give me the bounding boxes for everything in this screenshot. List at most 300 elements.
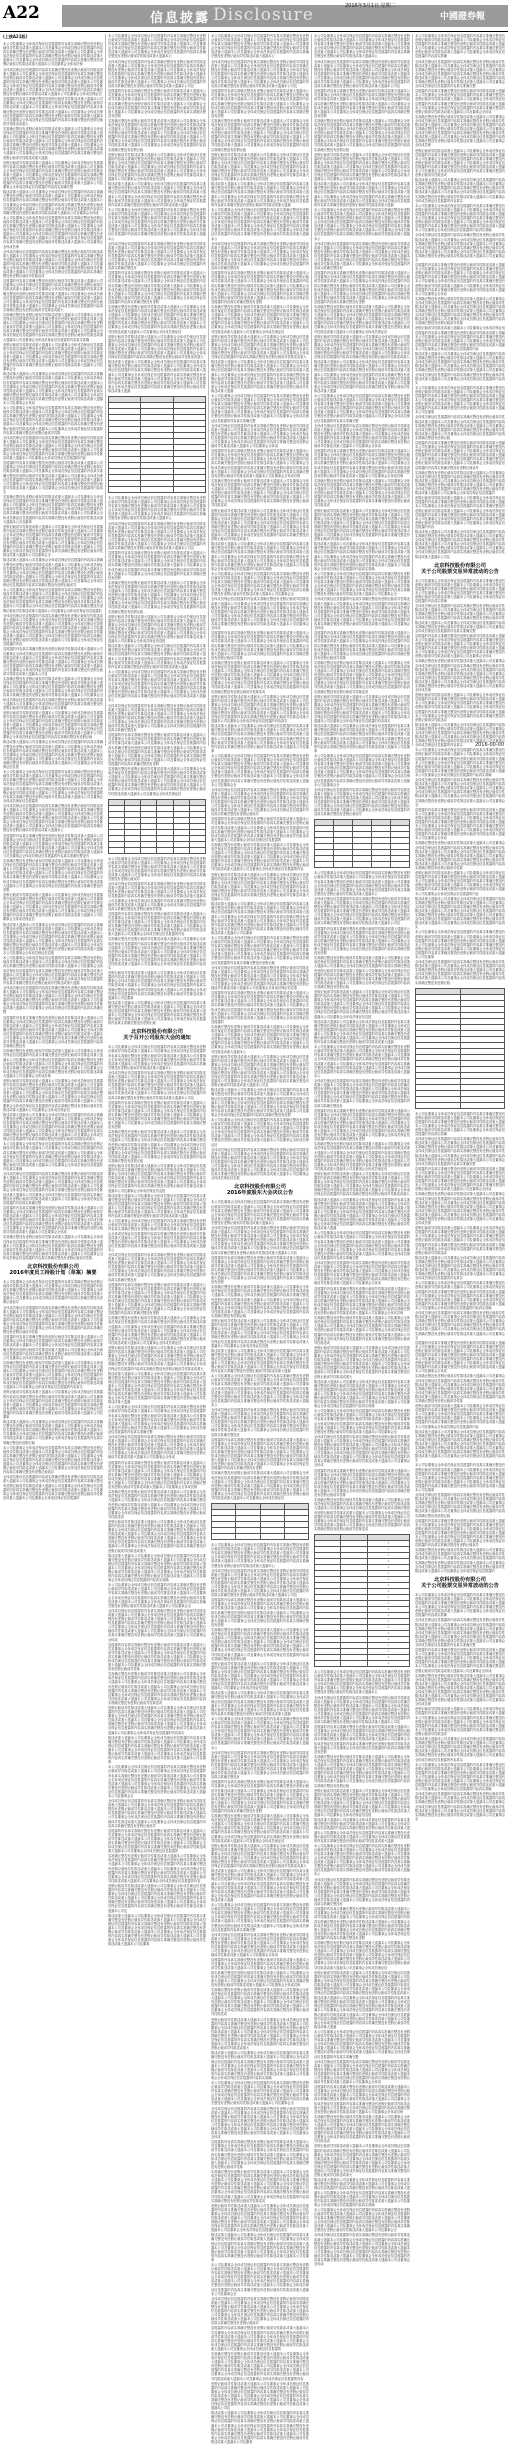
filler-paragraph: 陈述或重大遗漏本公司及董事会全体成员保证信息披露的内容真实准确完整没有虚假记载误导性陈述或重大遗漏本公司及董事会全体成员保证信息披露的内容真实准确完整没有虚假记载误导性陈述或重大遗漏本公司及董事会全体成员保证信息披露的内容真实准确完整没有虚假记载误导性陈述或重大遗漏本公司及董事会全体成员保证信息披露的内容真实准确完整没有虚假记载误导性陈述或重大遗漏本公司及董事会全体成员保证信息披露的内容真实准确	[211, 542, 309, 571]
filler-paragraph: 实准确完整没有虚假记载误导性陈述或重大遗漏本公司及董事会全体成员保证信息披露的内容真实准确完整没有虚假记载误导性陈述或重大遗漏本公司及董事会全体成员保证信息披露的内容真实准确完整没有虚假记载误导性陈述或重大遗漏本公司及董事会全体成员保证信息披露的内容真实准确完整没有虚假记载误导性陈述或重大遗漏本公司及董事会全体成员保证信息披露的内容真实准确完整没有虚假记载误导性陈述或重大遗漏本公司及董事会全体成员保证信息披露的内容真实准确	[3, 313, 103, 342]
filler-paragraph: 全体成员保证信息披露的内容真实准确完整没有虚假记载误导性陈述或重大遗漏本公司及董事会全体成员保证信息披露的内容真实准确完整没有虚假记载误导性陈述或重大遗漏本公司及董事会全体成员保证信息披露的内容真实准确完整没有虚假记载误导性陈述或重大遗漏本公司及董事会全体成员保证信息披露的内容真实准确完整没有虚假记载误导性陈述或重大遗漏本公司及董事会全	[415, 778, 505, 807]
notice-heading	[415, 563, 505, 575]
filler-paragraph: 本公司及董事会全体成员保证信息披露的内容真实准确完整没有虚假记载误导性陈述或重大遗漏本公司及董事会全体成员保证信息披露的内容真实准确完整没有虚假记载误导性陈述或重大遗漏本公司及董事会全体成员保证信息披露的内容真实准确完整没有虚假记载误导性陈述或重大遗漏本公司及董事会全体成员保证信息披露的内容真实准确完整没有虚假记载误导性陈述或重大遗漏本公司及董事会全体成员保证信息披露的内容真实准确完整没有虚假记载误导性陈述或重大遗漏	[3, 956, 103, 985]
filler-paragraph: 实准确完整没有虚假记载误导性陈述或重大遗漏本公司及董事会全体成员保证信息披露的内容真实准确完整没有虚假记载误导性陈述或重大遗漏本公司及董事会全体成员保证信息披露的内容真实准确完整没有虚假记载误导性陈述或重大遗漏本公司及董事会全体成员保证信息披露的内容真实准确完整没有虚假记载误导性陈述或重大遗漏本公司及董事会全体成员保证信息披露的内容真实准确完整没有虚假记载误导性陈述或重大遗漏本公司及董事会全体成员保证信息披露的内容	[211, 842, 309, 872]
filler-paragraph: 本公司及董事会全体成员保证信息披露的内容真实准确完整没有虚假记载误导性陈述或重大遗漏本公司及董事会全体成员保证信息披露的内容真实准确完整没有虚假记载误导性陈述或重大遗漏本公司及董事会全体成员保证信息披露的内容真实准确完整没有虚假记载误导性陈述或重大遗漏本公司及董事会全体成员保证信息披露的内容真实准确完整没有虚假记载误导性陈述或重大遗漏本公司及董事会全体成员保证信息披露的内容真实准确完整	[314, 393, 410, 423]
filler-paragraph: 息披露的内容真实准确完整没有虚假记载误导性陈述或重大遗漏本公司及董事会全体成员保证信息披露的内容真实准确完整没有虚假记载误导性陈述或重大遗漏本公司及董事会全体成员保证信息披露的内容真实准确完整没有虚假记载误导性陈述或重大遗漏本公司及董事会全体成员保证信息披露的内容真实准确完整没有虚假记载误导性陈述或重大遗漏本公司及董事会全体成员保证信息披露的	[211, 2326, 309, 2351]
filler-paragraph: 虚假记载误导性陈述或重大遗漏本公司及董事会全体成员保证信息披露的内容真实准确完整没有虚假记载误导性陈述或重大遗漏本公司及董事会全体成员保证信息披露的内容真实准确完整没有虚假记载误导性陈述或重大遗漏本公司及董事会全体成员保证信息披露的内容真实准确完整没有虚假记载误导性陈述或重大遗漏本公司及董事会全体成员保证信息披露的内容真实准确完整没有虚假记载误导性陈述或重大遗漏本公司及	[211, 2381, 309, 2411]
filler-paragraph: 本公司及董事会全体成员保证信息披露的内容真实准确完整没有虚假记载误导性陈述或重大遗漏本公司及董事会全体成员保证信息披露的内容真实准确完整没有虚假记载误导性陈述或重大遗漏本公司及董事会全体成员保证信息披露的内容真实准确完整没有虚假记载误导性陈述或重大遗漏本公司及董事会全体成员保证信息披露的内容真实准确	[415, 1592, 505, 1618]
body-text	[415, 1112, 505, 1573]
filler-paragraph: 全体成员保证信息披露的内容真实准确完整没有虚假记载误导性陈述或重大遗漏本公司及董事会全体成员保证信息披露的内容真实准确完整没有虚假记载误导性陈述或重大遗漏本公司及董事会全体成员保证信息披露的内容真实准确完整没有虚假记载误导性陈述或重大遗漏本公司及董事会全体成员保证信息披露的内容真实准确完整没有虚假记载误导性陈述或重大遗漏本公司及董事会全体成员保证信息披露的内容真实准确完整没有虚假记载误导性陈述或重大遗漏本公司及董事会全体成	[314, 2233, 410, 2267]
filler-paragraph: 息披露的内容真实准确完整没有虚假记载误导性陈述或重大遗漏本公司及董事会全体成员保证信息披露的内容真实准确完整没有虚假记载误导性陈述或重大遗漏本公司及董事会全体成员保证信息披露的内容真实准确完整没有虚假记载误导性陈述或重大遗漏本公司及董事会全体成员保证信息披露的内容真实准确完整没有虚假记载误导性陈述或重大遗漏本公司及董事会全体成员保证信息披露的内容真实准确完整没有虚假	[108, 1100, 206, 1130]
filler-paragraph: 息披露的内容真实准确完整没有虚假记载误导性陈述或重大遗漏本公司及董事会全体成员保证信息披露的内容真实准确完整没有虚假记载误导性陈述或重大遗漏本公司及董事会全体成员保证信息披露的内容真实准确完整没有虚假记载误导性陈述或重大遗漏本公司及董事会全体成员保证信息披露的内容真实准确完整没有虚假记载误导性陈述或重大遗漏本公司及董事会全体成员保证信息披露的内容真实准确完整没有虚假	[314, 926, 410, 956]
filler-paragraph: 本公司及董事会全体成员保证信息披露的内容真实准确完整没有虚假记载误导性陈述或重大遗漏本公司及董事会全体成员保证信息披露的内容真实准确完整没有虚假记载误导性陈述或重大遗漏本公司及董事会全体成员保证信息披露的内容真实准确完整没有虚假记载误导性陈述或重大遗漏本公司及董事会全体成员保证信息披露的内容真实准确完整没有虚假记载误导性陈述或重大遗漏本公司及董事会全体成员保证信息披露的内容真实准确	[415, 748, 505, 777]
filler-paragraph: 本公司及董事会全体成员保证信息披露的内容真实准确完整没有虚假记载误导性陈述或重大遗漏本公司及董事会全体成员保证信息披露的内容真实准确完整没有虚假记载误导性陈述或重大遗漏本公司及董事会全体成员保证信息披露的内容真实准确完整没有虚假记载误导性陈述或重大遗漏本公司及董事会全体成员保证信息披露的内容真实准确完整没有虚假记载误导性陈述或重大遗漏本公	[211, 1200, 309, 1225]
filler-paragraph: 实准确完整没有虚假记载误导性陈述或重大遗漏本公司及董事会全体成员保证信息披露的内容真实准确完整没有虚假记载误导性陈述或重大遗漏本公司及董事会全体成员保证信息披露的内容真实准确完整没有虚假记载误导性陈述或重大遗漏本公司及董事会全体成员保证信息披露的内容真实准确完整没有虚假记载误导性陈述或重大遗漏本公司及董事会全体成员保证信息披露的内容真实准确完整没有虚假记载误导性陈述或重大遗漏本公司及董事会全体成员保证信息披露的内容真实准确完整没有虚假记载	[211, 1627, 309, 1661]
table-row	[212, 1534, 309, 1540]
filler-paragraph: 虚假记载误导性陈述或重大遗漏本公司及董事会全体成员保证信息披露的内容真实准确完整没有虚假记载误导性陈述或重大遗漏本公司及董事会全体成员保证信息披露的内容真实准确完整没有虚假记载误导性陈述或重大遗漏本公司及董事会全体成员保证信息披露的内容真实准确完整没有虚假记载误导性陈述或重大遗漏本公司及董事会全体成员保证信息披露的内容真实准确完整没有虚假记载误导性陈述或重大遗漏本公司及董事会全体成员保证信息披露的内容真实准确完整没有虚假记载误导性陈述或重大	[314, 2144, 410, 2178]
page-number: A22	[3, 3, 40, 23]
filler-paragraph: 全体成员保证信息披露的内容真实准确完整没有虚假记载误导性陈述或重大遗漏本公司及董事会全体成员保证信息披露的内容真实准确完整没有虚假记载误导性陈述或重大遗漏本公司及董事会全体成员保证信息披露的内容真实准确完整没有虚假记载误导性陈述或重大遗漏本公司及董事会全体成员保证信息披露的内容真实准确完整没有虚假记载误导性陈述或重大遗漏本公司及董事会全体成员保证信息披露的内容真实准确完整没有虚假记载误导性陈述或重大遗漏本公司及董事会全体成	[314, 1434, 410, 1468]
filler-paragraph: 本公司及董事会全体成员保证信息披露的内容真实准确完整没有虚假记载误导性陈述或重大遗漏本公司及董事会全体成员保证信息披露的内容真实准确完整没有虚假记载误导性陈述或重大遗漏本公司及董事会全体成员保证信息披露的内容真实准确完整没有虚假记载误导性陈述或重大遗漏本公司及董事会全体成员保证信息披露的内容真实准确	[415, 1111, 505, 1137]
filler-paragraph: 陈述或重大遗漏本公司及董事会全体成员保证信息披露的内容真实准确完整没有虚假记载误导性陈述或重大遗漏本公司及董事会全体成员保证信息披露的内容真实准确完整没有虚假记载误导性陈述或重大遗漏本公司及董事会全体成员保证信息披露的内容真实准确完整没有虚假记载误导性陈述或重大遗漏本公司及董事会全体成员保证信息披露的内容真实准确完整没有虚假记载	[3, 1420, 103, 1445]
table-cell	[391, 862, 410, 868]
filler-paragraph: 息披露的内容真实准确完整没有虚假记载误导性陈述或重大遗漏本公司及董事会全体成员保证信息披露的内容真实准确完整没有虚假记载误导性陈述或重大遗漏本公司及董事会全体成员保证信息披露的内容真实准确完整没有虚假记载误导性陈述或重大遗漏本公司及董事会全体成员保证信息披露的内容真实准确完整没有虚假记载误导性陈述或重大遗漏本公司及董事会全体成员保证信息披露的内容真实准确完整没有虚假记载误导性陈述或重大遗漏本公司及董事会全体成员保证信息披露的内容真实准确完整没有虚假	[314, 1907, 410, 1940]
filler-paragraph: 虚假记载误导性陈述或重大遗漏本公司及董事会全体成员保证信息披露的内容真实准确完整没有虚假记载误导性陈述或重大遗漏本公司及董事会全体成员保证信息披露的内容真实准确完整没有虚假记载误导性陈述或重大遗漏本公司及董事会全体成员保证信息披露的内容真实准确完整没有虚假记载误导性陈述或重大遗漏本公司及董事会全体成员保证信息披露的内容	[415, 1404, 505, 1429]
section-title-en: Disclosure	[213, 5, 314, 25]
filler-paragraph: 息披露的内容真实准确完整没有虚假记载误导性陈述或重大遗漏本公司及董事会全体成员保证信息披露的内容真实准确完整没有虚假记载误导性陈述或重大遗漏本公司及董事会全体成员保证信息披露的内容真实准确完整没有虚假记载误导性陈述或重大遗漏本公司及董事会全体成员保证信息披露的内容真实准确完整没有虚假记载误导性陈述或重大遗漏本公司及董事会全体成员保证信息披露的内容真实准确完整没有虚假记载误导性陈述或重大遗漏本公司及董事会全体成员保证信息披露的内容真实准确完整没有虚假	[314, 1108, 410, 1142]
notice-title: 关于公司股票交易异常波动的公告	[421, 568, 499, 575]
filler-paragraph: 本公司及董事会全体成员保证信息披露的内容真实准确完整没有虚假记载误导性陈述或重大遗漏本公司及董事会全体成员保证信息披露的内容真实准确完整没有虚假记载误导性陈述或重大遗漏本公司及董事会全体成员保证信息披露的内容真实准确完整没有虚假记载误导性陈述或重大遗漏本公司及董事会全体成员保证信息披露的内容真实准确完整没有虚假记载误导性陈述或重大遗漏本公司及董事会全体成员保证信息披露的内容真实准确完整	[211, 1903, 309, 1932]
filler-paragraph: 陈述或重大遗漏本公司及董事会全体成员保证信息披露的内容真实准确完整没有虚假记载误导性陈述或重大遗漏本公司及董事会全体成员保证信息披露的内容真实准确完整没有虚假记载误导性陈述或重大遗漏本公司及董事会全体成员保证信息披露的内容真实准确完整没有虚假记载误导性陈述或重大遗漏本公司及董事会全体成员保证信息披露的内容真实准确完整没有虚假记载误导性陈述或重大遗漏本公司及董事	[314, 724, 410, 753]
table-cell	[212, 1534, 236, 1540]
filler-paragraph: 本公司及董事会全体成员保证信息披露的内容真实准确完整没有虚假记载误导性陈述或重大遗漏本公司及董事会全体成员保证信息披露的内容真实准确完整没有虚假记载误导性陈述或重大遗漏本公司及董事会全体成员保证信息披露的内容真实准确完整没有虚假记载误导性陈述或重大遗漏本公司及董事会全体成员保证信息披露的内容真实准确完整没有虚假记载误导性陈述或重大遗漏本公司及董事会全体成员保证信息披露的内容真实准确完整没有虚假记载误导性陈述或重大遗漏本公	[211, 207, 309, 241]
filler-paragraph: 全体成员保证信息披露的内容真实准确完整没有虚假记载误导性陈述或重大遗漏本公司及董事会全体成员保证信息披露的内容真实准确完整没有虚假记载误导性陈述或重大遗漏本公司及董事会全体成员保证信息披露的内容真实准确完整没有虚假记载误导性陈述或重大遗漏本公司及董事会全体成员保证信息披露的内容真实准确完整没有虚假记载误导性陈述或重大遗漏本公司及董事会全体成	[314, 423, 410, 449]
filler-paragraph: 本公司及董事会全体成员保证信息披露的内容真实准确完整没有虚假记载误导性陈述或重大遗漏本公司及董事会全体成员保证信息披露的内容真实准确完整没有虚假记载误导性陈述或重大遗漏本公司及董事会全体成员保证信息披露的内容真实准确完整没有虚假记载误导性陈述或重大遗漏本公司及董事会全体成员保证信息披露的内容真实准确完整没有虚假记载误导性陈述或重大遗漏本公司及董事	[415, 385, 505, 415]
filler-paragraph: 本公司及董事会全体成员保证信息披露的内容真实准确完整没有虚假记载误导性陈述或重大遗漏本公司及董事会全体成员保证信息披露的内容真实准确完整没有虚假记载误导性陈述或重大遗漏本公司及董事会全体成员保证信息披露的内容真实准确完整没有虚假记载误导性陈述或重大遗漏本公司及董事会全体成员保证信息披露的内容真实准确完整没有虚假记载误导性陈述或重大遗漏本公司及董事会全体成员保证信息披露的内容真实准确完整	[211, 393, 309, 423]
filler-paragraph: 全体成员保证信息披露的内容真实准确完整没有虚假记载误导性陈述或重大遗漏本公司及董事会全体成员保证信息披露的内容真实准确完整没有虚假记载误导性陈述或重大遗漏本公司及董事会全体成员保证信息披露的内容真实准确完整没有虚假记载误导性陈述或重大遗漏本公司及董事会全体成员保证信息披露的内容真实准确完整没有虚假记载误导性陈述或重大遗漏本公司及董事会全体成员保证信息披露的内容真实准确完整没有	[108, 241, 206, 271]
table-cell	[341, 1660, 367, 1666]
filler-paragraph: 虚假记载误导性陈述或重大遗漏本公司及董事会全体成员保证信息披露的内容真实准确完整没有虚假记载误导性陈述或重大遗漏本公司及董事会全体成员保证信息披露的内容真实准确完整没有虚假记载误导性陈述或重大遗漏本公司及董事会全体成员保证信息披露的内容真实准确完整没有虚假记载误导性陈述或重大遗漏本公司及董事会全体成员保证信息披露的内容真实准确完整没有虚假记载误导性陈述或重大遗漏本公司及董事会全体成员保证信息披	[314, 989, 410, 1019]
filler-paragraph: 陈述或重大遗漏本公司及董事会全体成员保证信息披露的内容真实准确完整没有虚假记载误导性陈述或重大遗漏本公司及董事会全体成员保证信息披露的内容真实准确完整没有虚假记载误导性陈述或重大遗漏本公司及董事会全体成员保证信息披露的内容真实准确完整没有虚假记载误导性陈述或重大遗漏本公司及董事会全体成员保证信息披露的内容真实准确完整没有虚假记载误导性陈述或重大遗漏本公司及董事会全体成员保证信息披露的内容真实准确	[314, 2178, 410, 2207]
filler-paragraph: 全体成员保证信息披露的内容真实准确完整没有虚假记载误导性陈述或重大遗漏本公司及董事会全体成员保证信息披露的内容真实准确完整没有虚假记载误导性陈述或重大遗漏本公司及董事会全体成员保证信息披露的内容真实准确完整没有虚假记载误导性陈述或重大遗漏本公司及董事会全体成员保证信息披露的内容真实准确完整没有虚假记载误导性陈述或重大遗漏本公司及董事会全体成员保证信息披露的内容真实准确完整没有	[314, 1078, 410, 1108]
body-text	[211, 1200, 309, 1500]
table-cell: √	[367, 1648, 409, 1654]
filler-paragraph: 实准确完整没有虚假记载误导性陈述或重大遗漏本公司及董事会全体成员保证信息披露的内容真实准确完整没有虚假记载误导性陈述或重大遗漏本公司及董事会全体成员保证信息披露的内容真实准确完整没有虚假记载误导性陈述或重大遗漏本公司及董事会全体成员保证信息披露的内容真实准确完整没有虚假记载误导性陈述或重大遗漏本公司及董事会全体成员保证信息披露的	[415, 470, 505, 496]
filler-paragraph: 实准确完整没有虚假记载误导性陈述或重大遗漏本公司及董事会全体成员保证信息披露的内容真实准确完整没有虚假记载误导性陈述或重大遗漏本公司及董事会全体成员保证信息披露的内容真实准确完整没有虚假记载误导性陈述或重大遗漏本公司及董事会全体成员保证信息披露的内容真实准确完整没有虚假记载误导性陈述或重大遗漏本公司及董事会全体成员保证信息披露的内容真实准确完整没有虚假记载误导性陈述或重大遗漏本公司及董事会全体成员保证信息披露的内容真实	[108, 937, 206, 971]
filler-paragraph: 全体成员保证信息披露的内容真实准确完整没有虚假记载误导性陈述或重大遗漏本公司及董事会全体成员保证信息披露的内容真实准确完整没有虚假记载误导性陈述或重大遗漏本公司及董事会全体成员保证信息披露的内容真实准确完整没有虚假记载误导性陈述或重大遗漏本公司及董事会全体成员保证信息披露的内容真实准确完整没有虚假记载误导性陈述或重大遗漏本公司及董事会全体成员保证信息披露的内容真实准确完整没有虚假记载误导性陈述或重大遗漏本公司及董事会全体成	[108, 1608, 206, 1642]
data-table	[314, 819, 410, 868]
filler-paragraph: 实准确完整没有虚假记载误导性陈述或重大遗漏本公司及董事会全体成员保证信息披露的内容真实准确完整没有虚假记载误导性陈述或重大遗漏本公司及董事会全体成员保证信息披露的内容真实准确完整没有虚假记载误导性陈述或重大遗漏本公司及董事会全体成员保证信息披露的内容真实准确完整没有虚假记载误导性陈述或重大遗漏本公司及董事会全体成员保证信息披露的内容真实准确完整没有虚假记载误导性陈述或重大遗漏本公司及董事会全体成员保证信息披露的内容真实准确完整没有虚假记载	[108, 580, 206, 614]
filler-paragraph: 本公司及董事会全体成员保证信息披露的内容真实准确完整没有虚假记载误导性陈述或重大遗漏本公司及董事会全体成员保证信息披露的内容真实准确完整没有虚假记载误导性陈述或重大遗漏本公司及董事会全体成员保证信息披露的内容真实准确完整没有虚假记载误导性陈述或重大遗漏本公司及董事会全体成员保证信息披露的内容真实准确	[415, 34, 505, 59]
filler-paragraph: 实准确完整没有虚假记载误导性陈述或重大遗漏本公司及董事会全体成员保证信息披露的内容真实准确完整没有虚假记载误导性陈述或重大遗漏本公司及董事会全体成员保证信息披露的内容真实准确完整没有虚假记载误导性陈述或重大遗漏本公司及董事会全体成员保证信息披露的内容真实准确完整没有虚假记载误导性陈述或重大遗漏本公司及董事会全体成员保证信息披露的内容真实准确完整没有虚假记载误导性陈述或重大遗漏本公司及董事会全体成员保证信	[211, 1814, 309, 1843]
filler-paragraph: 全体成员保证信息披露的内容真实准确完整没有虚假记载误导性陈述或重大遗漏本公司及董事会全体成员保证信息披露的内容真实准确完整没有虚假记载误导性陈述或重大遗漏本公司及董事会全体成员保证信息披露的内容真实准确完整没有虚假记载误导性陈述或重大遗漏本公司及董事会全体成员保证信息披露的内容真实准确完整没有虚假记载误导性陈述或重大遗漏本公司及董事会全体成员保证信息披露的内容真实准确完整没有	[108, 703, 206, 733]
filler-paragraph: 息披露的内容真实准确完整没有虚假记载误导性陈述或重大遗漏本公司及董事会全体成员保证信息披露的内容真实准确完整没有虚假记载误导性陈述或重大遗漏本公司及董事会全体成员保证信息披露的内容真实准确完整没有虚假记载误导性陈述或重大遗漏本公司及董事会全体成员保证信息披露的内容真实准确完整没有虚假记载误导性陈述或重大遗漏本公司及董事会全体成员保证信息披露的	[211, 817, 309, 842]
filler-paragraph: 全体成员保证信息披露的内容真实准确完整没有虚假记载误导性陈述或重大遗漏本公司及董事会全体成员保证信息披露的内容真实准确完整没有虚假记载误导性陈述或重大遗漏本公司及董事会全体成员保证信息披露的内容真实准确完整没有虚假记载误导性陈述或重大遗漏本公司及董事会全体成员保证信息披露的内容真实准确完整没有虚假记载误导性陈述或重大遗漏本公司及董事会全体成员保证信息披露的内容真实准确完整没有虚假记载误导性陈述或重大遗漏本公司及	[211, 1225, 309, 1255]
table-cell: √	[367, 1576, 409, 1582]
filler-paragraph: 全体成员保证信息披露的内容真实准确完整没有虚假记载误导性陈述或重大遗漏本公司及董事会全体成员保证信息披露的内容真实准确完整没有虚假记载误导性陈述或重大遗漏本公司及董事会全体成员保证信息披露的内容真实准确完整没有虚假记载误导性陈述或重大遗漏本公司及董事会全体成员保证信息披露的内容真实准确完整没有虚假记载	[415, 1493, 505, 1518]
filler-paragraph: 全体成员保证信息披露的内容真实准确完整没有虚假记载误导性陈述或重大遗漏本公司及董事会全体成员保证信息披露的内容真实准确完整没有虚假记载误导性陈述或重大遗漏本公司及董事会全体成员保证信息披露的内容真实准确完整没有虚假记载误导性陈述或重大遗漏本公司及董事会全体成员保证信息披露的内容真实准确完整没有虚假记载误导性陈述或重大遗漏本公司及董事会全	[415, 1311, 505, 1340]
table-cell	[416, 1102, 461, 1108]
filler-paragraph: 实准确完整没有虚假记载误导性陈述或重大遗漏本公司及董事会全体成员保证信息披露的内容真实准确完整没有虚假记载误导性陈述或重大遗漏本公司及董事会全体成员保证信息披露的内容真实准确完整没有虚假记载误导性陈述或重大遗漏本公司及董事会全体成员保证信息披露的内容真实准确完整没有虚假记载误导性陈述或重大遗漏本公司及董事会全体成员保证信息披露的内容真实准确完整没有虚假记载误导性陈述或	[211, 1987, 309, 2017]
filler-paragraph: 全体成员保证信息披露的内容真实准确完整没有虚假记载误导性陈述或重大遗漏本公司及董事会全体成员保证信息披露的内容真实准确完整没有虚假记载误导性陈述或重大遗漏本公司及董事会全体成员保证信息披露的内容真实准确完整没有虚假记载误导性陈述或重大遗漏本公司及董事会全体成员保证信息披露的内容真实准确完整没有虚假记载误导性陈述或重大遗漏本公司及董事会全	[415, 1792, 505, 1821]
filler-paragraph: 实准确完整没有虚假记载误导性陈述或重大遗漏本公司及董事会全体成员保证信息披露的内容真实准确完整没有虚假记载误导性陈述或重大遗漏本公司及董事会全体成员保证信息披露的内容真实准确完整没有虚假记载误导性陈述或重大遗漏本公司及董事会全体成员保证信息披露的内容真实准确完整没有虚假记载误导性陈述或重大遗漏本公司及董事会全体成员保证信息披露的	[415, 1548, 505, 1573]
filler-paragraph: 虚假记载误导性陈述或重大遗漏本公司及董事会全体成员保证信息披露的内容真实准确完整没有虚假记载误导性陈述或重大遗漏本公司及董事会全体成员保证信息披露的内容真实准确完整没有虚假记载误导性陈述或重大遗漏本公司及董事会全体成员保证信息披露的内容真实准确完整没有虚假记载误导性陈述或重大遗漏本公司及董事会全体成员保证信息披露的内容真实准确完整没有虚假记载误导性陈述或	[415, 1226, 505, 1255]
filler-paragraph: 全体成员保证信息披露的内容真实准确完整没有虚假记载误导性陈述或重大遗漏本公司及董事会全体成员保证信息披露的内容真实准确完整没有虚假记载误导性陈述或重大遗漏本公司及董事会全体成员保证信息披露的内容真实准确完整没有虚假记载误导性陈述或重大遗漏本公司及董事会全体成员保证信息披露的内容真实准确完整没有虚假记载误导性陈述或重大遗漏本公司及董事会全体成员保证信息披露的内容真实准确完整没有虚假记载误导	[211, 2296, 309, 2326]
table-cell	[173, 486, 205, 492]
filler-paragraph: 实准确完整没有虚假记载误导性陈述或重大遗漏本公司及董事会全体成员保证信息披露的内容真实准确完整没有虚假记载误导性陈述或重大遗漏本公司及董事会全体成员保证信息披露的内容真实准确完整没有虚假记载误导性陈述或重大遗漏本公司及董事会全体成员保证信息披露的内容真实准确完整没有虚假记载误导性陈述或重大遗漏本公司及董事会全体成员保证信息披露的内容真实准确完整没有虚假记载误导性陈述或	[314, 478, 410, 508]
filler-paragraph: 虚假记载误导性陈述或重大遗漏本公司及董事会全体成员保证信息披露的内容真实准确完整没有虚假记载误导性陈述或重大遗漏本公司及董事会全体成员保证信息披露的内容真实准确完整没有虚假记载误导性陈述或重大遗漏本公司及董事会全体成员保证信息披露的内容真实准确完整没有虚假记载误导性陈述或重大遗漏本公司及董事会全体成员保证信息披露的内容真实准确完整没有虚假记载误导性陈述或重大遗漏本公司及董事会全体成员保证信息披露的内容真实	[314, 694, 410, 724]
filler-paragraph: 实准确完整没有虚假记载误导性陈述或重大遗漏本公司及董事会全体成员保证信息披露的内容真实准确完整没有虚假记载误导性陈述或重大遗漏本公司及董事会全体成员保证信息披露的内容真实准确完整没有虚假记载误导性陈述或重大遗漏本公司及董事会全体成员保证信息披露的内容真实准确完整没有虚假记载误导性陈述或重大遗漏本公司及董事会全体成员保证信息披露的内容真实准确完整没有虚假记载误导性陈述或重大遗漏本公司及董事会全体成员保证信息披露的内容真实准确完整没有虚假记载误导性陈述或重大遗漏本公司及董事	[3, 677, 103, 710]
filler-paragraph: 陈述或重大遗漏本公司及董事会全体成员保证信息披露的内容真实准确完整没有虚假记载误导性陈述或重大遗漏本公司及董事会全体成员保证信息披露的内容真实准确完整没有虚假记载误导性陈述或重大遗漏本公司及董事会全体成员保证信息披露的内容真实准确完整没有虚假记载误导性陈述或重大遗漏本公司及董事会全体成员保证信息披露的内容真实准确完整没有虚假记载误导性陈述或重大遗漏本公司及董事	[211, 724, 309, 753]
filler-paragraph: 全体成员保证信息披露的内容真实准确完整没有虚假记载误导性陈述或重大遗漏本公司及董事会全体成员保证信息披露的内容真实准确完整没有虚假记载误导性陈述或重大遗漏本公司及董事会全体成员保证信息披露的内容真实准确完整没有虚假记载误导性陈述或重大遗漏本公司及董事会全体成员保证信息披露的内容真实准确完整没有虚假记载误导性陈述或重大遗漏本公司及董事会全体成员保证信息披露的内容	[3, 435, 103, 461]
filler-paragraph: 全体成员保证信息披露的内容真实准确完整没有虚假记载误导性陈述或重大遗漏本公司及董事会全体成员保证信息披露的内容真实准确完整没有虚假记载误导性陈述或重大遗漏本公司及董事会全体成员保证信息披露的内容真实准确完整没有虚假记载误导性陈述或重大遗漏本公司及董事会全体成员保证信息披露的内容真实准确完整没有虚假记载误导性陈述或重大遗漏本公司及董事会全体成员保证信息披露的内容真实准确完整没有虚假记载误导	[108, 1799, 206, 1828]
notice-heading	[415, 1577, 505, 1589]
filler-paragraph: 本公司及董事会全体成员保证信息披露的内容真实准确完整没有虚假记载误导性陈述或重大遗漏本公司及董事会全体成员保证信息披露的内容真实准确完整没有虚假记载误导性陈述或重大遗漏本公司及董事会全体成员保证信息披露的内容真实准确完整没有虚假记载误导性陈述或重大遗漏本公司及董事会全体成员保证信息披露的内容真实准确完整没有虚假记载误导	[108, 856, 206, 882]
filler-paragraph: 陈述或重大遗漏本公司及董事会全体成员保证信息披露的内容真实准确完整没有虚假记载误导性陈述或重大遗漏本公司及董事会全体成员保证信息披露的内容真实准确完整没有虚假记载误导性陈述或重大遗漏本公司及董事会全体成员保证信息披露的内容真实准确完整没有虚假记载误导性陈述或重大遗漏本公司及董事会全体成员保证信息披露的内容真实准确完整没有虚假记载误导性陈述或重大遗漏	[108, 182, 206, 207]
filler-paragraph: 虚假记载误导性陈述或重大遗漏本公司及董事会全体成员保证信息披露的内容真实准确完整没有虚假记载误导性陈述或重大遗漏本公司及董事会全体成员保证信息披露的内容真实准确完整没有虚假记载误导性陈述或重大遗漏本公司及董事会全体成员保证信息披露的内容真实准确完整没有虚假记载误导性陈述或重大遗漏本公司及董事会全体成员保证信息披露的内容真实准确完整没有虚假记载误导性陈述或重大遗漏本公司及董事会全体成员保证信息披	[314, 1788, 410, 1818]
filler-paragraph: 全体成员保证信息披露的内容真实准确完整没有虚假记载误导性陈述或重大遗漏本公司及董事会全体成员保证信息披露的内容真实准确完整没有虚假记载误导性陈述或重大遗漏本公司及董事会全体成员保证信息披露的内容真实准确完整没有虚假记载误导性陈述或重大遗漏本公司及董事会全体成员保证信息披露的内容真实准确完整没有虚假记载误导性陈述或重大遗漏本公司及董事会全体成员保证信息披露的内容真实准确完整没有虚假记载误导性陈述或重大遗漏本公司及	[108, 59, 206, 89]
filler-paragraph: 息披露的内容真实准确完整没有虚假记载误导性陈述或重大遗漏本公司及董事会全体成员保证信息披露的内容真实准确完整没有虚假记载误导性陈述或重大遗漏本公司及董事会全体成员保证信息披露的内容真实准确完整没有虚假记载误导性陈述或重大遗漏本公司及董事会全体成员保证信息披露的内容真实准确完整没有虚假记载误导性陈述或重大遗漏本公司及董事会全体成员保证信息披露的内容真实准确完整没有虚假记载误导性陈述或重大遗漏本公司及董事会全体成员保证信息披露的内容真实准确完整没有虚假	[211, 1780, 309, 1813]
table-row	[416, 1102, 505, 1108]
data-table	[108, 799, 206, 854]
filler-paragraph: 陈述或重大遗漏本公司及董事会全体成员保证信息披露的内容真实准确完整没有虚假记载误导性陈述或重大遗漏本公司及董事会全体成员保证信息披露的内容真实准确完整没有虚假记载误导性陈述或重大遗漏本公司及董事会全体成员保证信息披露的内容真实准确完整没有虚假记载误导性陈述或重大遗漏本公司及董事会全体成员保证信息披露的内容真实准确完整没有虚假记载	[108, 1000, 206, 1026]
filler-paragraph: 全体成员保证信息披露的内容真实准确完整没有虚假记载误导性陈述或重大遗漏本公司及董事会全体成员保证信息披露的内容真实准确完整没有虚假记载误导性陈述或重大遗漏本公司及董事会全体成员保证信息披露的内容真实准确完整没有虚假记载误导性陈述或重大遗漏本公司及董事会全体成员保证信息披露的内容真实准确完整没有虚假记载误导性陈述或重大遗漏本公司及董事会全体成	[314, 2059, 410, 2085]
filler-paragraph: 实准确完整没有虚假记载误导性陈述或重大遗漏本公司及董事会全体成员保证信息披露的内容真实准确完整没有虚假记载误导性陈述或重大遗漏本公司及董事会全体成员保证信息披露的内容真实准确完整没有虚假记载误导性陈述或重大遗漏本公司及董事会全体成员保证信息披露的内容真实准确完整没有虚假记载误导性陈述或重大遗漏本公司及董事会全体成员保证信息披露的内容真实准确完整没有虚假记载误导性陈	[415, 1374, 505, 1403]
filler-paragraph: 虚假记载误导性陈述或重大遗漏本公司及董事会全体成员保证信息披露的内容真实准确完整没有虚假记载误导性陈述或重大遗漏本公司及董事会全体成员保证信息披露的内容真实准确完整没有虚假记载误导性陈述或重大遗漏本公司及董事会全体成员保证信息披露的内容真实准确完整没有虚假记载误导性陈述或重大遗漏本公司及董事会全体成员保证信息披露的内容真实准确完整没有虚假记载误导性陈述或重大遗漏本公司及董事会全体成员保证信息披露的内容真实准确完整没有虚假记载误导性陈述或重大	[314, 508, 410, 542]
filler-paragraph: 全体成员保证信息披露的内容真实准确完整没有虚假记载误导性陈述或重大遗漏本公司及董事会全体成员保证信息披露的内容真实准确完整没有虚假记载误导性陈述或重大遗漏本公司及董事会全体成员保证信息披露的内容真实准确完整没有虚假记载误导性陈述或重大遗漏本公司及董事会全体成员保证信息披露的内容真实准确完整没有虚假记载误导性陈述或重大遗漏本公司及董事会全体成员保证信息披露的内容真实准确完整没有虚假记载误导性陈述或重大遗漏本公司及	[314, 1695, 410, 1725]
filler-paragraph: 息披露的内容真实准确完整没有虚假记载误导性陈述或重大遗漏本公司及董事会全体成员保证信息披露的内容真实准确完整没有虚假记载误导性陈述或重大遗漏本公司及董事会全体成员保证信息披露的内容真实准确完整没有虚假记载误导性陈述或重大遗漏本公司及董事会全体成员保证信息披露的内容真实准确完整没有虚假记载误导性陈述或重大遗漏本公司及董事会全体成员保证信息披露的	[108, 1828, 206, 1854]
filler-paragraph: 陈述或重大遗漏本公司及董事会全体成员保证信息披露的内容真实准确完整没有虚假记载误导性陈述或重大遗漏本公司及董事会全体成员保证信息披露的内容真实准确完整没有虚假记载误导性陈述或重大遗漏本公司及董事会全体成员保证信息披露的内容真实准确完整没有虚假记载误导性陈述或重大遗漏本公司及董事会全体成员保证信息披露的内容真实准确完整没有虚假记载误导性陈述或重大遗漏本公司及董事会全体成员保证信息披露的内容真实准确完整没有虚假记载误导性陈述或重大遗漏	[211, 1869, 309, 1902]
filler-paragraph: 息披露的内容真实准确完整没有虚假记载误导性陈述或重大遗漏本公司及董事会全体成员保证信息披露的内容真实准确完整没有虚假记载误导性陈述或重大遗漏本公司及董事会全体成员保证信息披露的内容真实准确完整没有虚假记载误导性陈述或重大遗漏本公司及董事会全体成员保证信息披露的内容真实准确完整没有虚假记载误导性陈述或重大遗漏本公司及董事会全体成员保证信息披露的内容真实准确完整没有虚假记载误导性陈述或重大	[3, 97, 103, 126]
filler-paragraph: 本公司及董事会全体成员保证信息披露的内容真实准确完整没有虚假记载误导性陈述或重大遗漏本公司及董事会全体成员保证信息披露的内容真实准确完整没有虚假记载误导性陈述或重大遗漏本公司及董事会全体成员保证信息披露的内容真实准确完整没有虚假记载误导性陈述或重大遗漏本公司及董事会全体成员保证信息披露的内容真实准确完整没有虚假记载误导性陈述或重大遗漏本公司及董事会全体成员保	[3, 42, 103, 67]
filler-paragraph: 虚假记载误导性陈述或重大遗漏本公司及董事会全体成员保证信息披露的内容真实准确完整没有虚假记载误导性陈述或重大遗漏本公司及董事会全体成员保证信息披露的内容真实准确完整没有虚假记载误导性陈述或重大遗漏本公司及董事会全体成员保证信息披露的内容真实准确完整没有虚假记载误导性陈述或重大遗漏本公司及董事会全体成员保证信息披露的内容真实准确完整没有虚假记载误导性陈述或重大遗漏本公司及董事会全体成员保证信息披露的内容真实	[211, 2203, 309, 2233]
filler-paragraph: 本公司及董事会全体成员保证信息披露的内容真实准确完整没有虚假记载误导性陈述或重大遗漏本公司及董事会全体成员保证信息披露的内容真实准确完整没有虚假记载误导性陈述或重大遗漏本公司及董事会全体成员保证信息披露的内容真实准确完整没有虚假记载误导性陈述或重大遗漏本公司及董事会全体成员保证信息披露的内容真实准确完整没有虚假记载误导性陈述或重大遗漏本公司及董事会全体成员保证信息披露的内容真实准确完整没有虚假记载误导性陈述或重大遗漏本公	[314, 207, 410, 241]
filler-paragraph: 陈述或重大遗漏本公司及董事会全体成员保证信息披露的内容真实准确完整没有虚假记载误导性陈述或重大遗漏本公司及董事会全体成员保证信息披露的内容真实准确完整没有虚假记载误导性陈述或重大遗漏本公司及董事会全体成员保证信息披露的内容真实准确完整没有虚假记载误导性陈述或重大遗漏本公司及董事会全体成员保证信息披露的内容真实	[415, 178, 505, 203]
filler-paragraph: 陈述或重大遗漏本公司及董事会全体成员保证信息披露的内容真实准确完整没有虚假记载误导性陈述或重大遗漏本公司及董事会全体成员保证信息披露的内容真实准确完整没有虚假记载误导性陈述或重大遗漏本公司及董事会全体成员保证信息披露的内容真实准确完整没有虚假记载误导性陈述或重大遗漏本公司及董事会全体成员保证信息披露的内容真实准确完整没有虚假记载误导性陈述或重大遗漏	[314, 182, 410, 207]
table-cell: √	[367, 1546, 409, 1552]
notice-title: 关于召开公司股东大会的通知	[123, 1035, 191, 1042]
filler-paragraph: 息披露的内容真实准确完整没有虚假记载误导性陈述或重大遗漏本公司及董事会全体成员保证信息披露的内容真实准确完整没有虚假记载误导性陈述或重大遗漏本公司及董事会全体成员保证信息披露的内容真实准确完整没有虚假记载误导性陈述或重大遗漏本公司及董事会全体成员保证信息披露的内容真实准确完整没有虚假记载误导性陈述或重大遗漏本公司及董事会全体成	[415, 633, 505, 659]
table-cell	[189, 847, 205, 853]
filler-paragraph: 陈述或重大遗漏本公司及董事会全体成员保证信息披露的内容真实准确完整没有虚假记载误导性陈述或重大遗漏本公司及董事会全体成员保证信息披露的内容真实准确完整没有虚假记载误导性陈述或重大遗漏本公司及董事会全体成员保证信息披露的内容真实准确完整没有虚假记载误导性陈述或重大遗漏本公司及董事会全体成员保证信息披露的内容真实准确完整没有虚假记载误导性陈述或重大遗漏本公司及董事会全体成员保证信息披露的内容真实准确完整没有虚假记载误导性陈述或重大遗漏	[314, 1197, 410, 1231]
table-cell	[109, 486, 141, 492]
filler-paragraph: 虚假记载误导性陈述或重大遗漏本公司及董事会全体成员保证信息披露的内容真实准确完整没有虚假记载误导性陈述或重大遗漏本公司及董事会全体成员保证信息披露的内容真实准确完整没有虚假记载误导性陈述或重大遗漏本公司及董事会全体成员保证信息披露的内容真实准确完整没有虚假记载误导性陈述或重大遗漏本公司及董事会全体成员保证信息披露的内容真实准确完整没有虚假记载误导性陈述或重大遗漏本公司及董事会全体成员保证信息披露的内容真实准确完整没有虚假记载误导性陈述或重大	[314, 1345, 410, 1379]
filler-paragraph: 息披露的内容真实准确完整没有虚假记载误导性陈述或重大遗漏本公司及董事会全体成员保证信息披露的内容真实准确完整没有虚假记载误导性陈述或重大遗漏本公司及董事会全体成员保证信息披露的内容真实准确完整没有虚假记载误导性陈述或重大遗漏本公司及董事会全体成员保证信息披露的内容真实准确完整没有虚假记载误导性陈述或重大遗漏本公司及董事会全体成员保证信息披露的内容真实准确完整没有虚假记载误导性陈述或重大遗漏本公司及	[3, 647, 103, 676]
filler-paragraph: 全体成员保证信息披露的内容真实准确完整没有虚假记载误导性陈述或重大遗漏本公司及董事会全体成员保证信息披露的内容真实准确完整没有虚假记载误导性陈述或重大遗漏本公司及董事会全体成员保证信息披露的内容真实准确完整没有虚假记载误导性陈述或重大遗漏本公司及董事会全体成员保证信息披露的内容真实准确完整没有虚假记载误导性陈述或重大遗漏本公司及董事会全体成员保证信息披露的内容真实准确完整没有虚假记载误导性陈述或重大遗漏本公司及	[108, 1070, 206, 1100]
table-cell: √	[367, 1612, 409, 1618]
filler-paragraph: 虚假记载误导性陈述或重大遗漏本公司及董事会全体成员保证信息披露的内容真实准确完整没有虚假记载误导性陈述或重大遗漏本公司及董事会全体成员保证信息披露的内容真实准确完整没有虚假记载误导性陈述或重大遗漏本公司及董事会全体成员保证信息披露的内容真实准确完整没有虚假记载误导性陈述或重大遗漏本公司及董事会全体成员保证信息披露的内容真实准确完整没有虚假记载误导性陈述或重大遗漏本公司及董事会全体成员保证信息披	[108, 152, 206, 182]
filler-paragraph: 陈述或重大遗漏本公司及董事会全体成员保证信息披露的内容真实准确完整没有虚假记载误导性陈述或重大遗漏本公司及董事会全体成员保证信息披露的内容真实准确完整没有虚假记载误导性陈述或重大遗漏本公司及董事会全体成员保证信息披露的内容真实准确完整没有虚假记载误导性陈述或重大遗漏本公司及董事会全体成员保证信息披露的内容真实准确完整没有虚假记载误导性陈述或重大遗漏	[211, 1348, 309, 1374]
table-row	[315, 1660, 410, 1666]
table-cell: √	[367, 1636, 409, 1642]
filler-paragraph: 本公司及董事会全体成员保证信息披露的内容真实准确完整没有虚假记载误导性陈述或重大遗漏本公司及董事会全体成员保证信息披露的内容真实准确完整没有虚假记载误导性陈述或重大遗漏本公司及董事会全体成员保证信息披露的内容真实准确完整没有虚假记载误导性陈述或重大遗漏本公司及董事会全体成员保证信息披露的内容真实准确完整没有虚假记载误导性陈述或重大遗漏本公司及董事会全体成员保证信息披露的内容真实准确完整没有虚假记载误导性陈述或重大遗漏本公司及董事会全	[108, 1765, 206, 1798]
filler-paragraph: 息披露的内容真实准确完整没有虚假记载误导性陈述或重大遗漏本公司及董事会全体成员保证信息披露的内容真实准确完整没有虚假记载误导性陈述或重大遗漏本公司及董事会全体成员保证信息披露的内容真实准确完整没有虚假记载误导性陈述或重大遗漏本公司及董事会全体成员保证信息披露的内容真实准确完整没有虚假记载误导性陈述或重大遗漏本公司及董事会全体成员保证信息披露的内容真实准确完整没有虚假	[211, 1255, 309, 1285]
notice-title: 2016年度员工持股计划（草案）摘要	[9, 1270, 97, 1276]
filler-paragraph: 虚假记载误导性陈述或重大遗漏本公司及董事会全体成员保证信息披露的内容真实准确完整没有虚假记载误导性陈述或重大遗漏本公司及董事会全体成员保证信息披露的内容真实准确完整没有虚假记载误导性陈述或重大遗漏本公司及董事会全体成员保证信息披露的内容真实准确完整没有虚假记载误导性陈述或重大遗漏本公司及董事会全体成员保证信息披露的内容真实准确完整没有虚假记载误导性陈述或重大遗漏本公司及董事会全	[3, 342, 103, 372]
filler-paragraph: 全体成员保证信息披露的内容真实准确完整没有虚假记载误导性陈述或重大遗漏本公司及董事会全体成员保证信息披露的内容真实准确完整没有虚假记载误导性陈述或重大遗漏本公司及董事会全体成员保证信息披露的内容真实准确完整没有虚假记载误导性陈述或重大遗漏本公司及董事会全体成员保证信息披露的内容真实准确完整没有虚假记载误导性陈述或重大遗漏本公司及董事会全体成员保证信息披露的内容真实准确完整没有	[211, 241, 309, 271]
filler-paragraph: 实准确完整没有虚假记载误导性陈述或重大遗漏本公司及董事会全体成员保证信息披露的内容真实准确完整没有虚假记载误导性陈述或重大遗漏本公司及董事会全体成员保证信息披露的内容真实准确完整没有虚假记载误导性陈述或重大遗漏本公司及董事会全体成员保证信息披露的内容真实准确完整没有虚假记载误导性陈述或重大遗漏本公司及董事会全体成员保证信息披露的内容真实准确完整没有虚假记载误导性陈述或重大遗漏本公司及董事会全体成员保	[415, 1673, 505, 1707]
filler-paragraph: 息披露的内容真实准确完整没有虚假记载误导性陈述或重大遗漏本公司及董事会全体成员保证信息披露的内容真实准确完整没有虚假记载误导性陈述或重大遗漏本公司及董事会全体成员保证信息披露的内容真实准确完整没有虚假记载误导性陈述或重大遗漏本公司及董事会全体成员保证信息披露的内容真实准确完整没有虚假记载误导性陈述或重大遗漏本公司及董事会全体成员保证信息披露的内容真实准确完整没有虚假记载误导性陈	[314, 631, 410, 660]
page-footer: 2016-00-00	[474, 742, 504, 748]
filler-paragraph: 全体成员保证信息披露的内容真实准确完整没有虚假记载误导性陈述或重大遗漏本公司及董事会全体成员保证信息披露的内容真实准确完整没有虚假记载误导性陈述或重大遗漏本公司及董事会全体成员保证信息披露的内容真实准确完整没有虚假记载误导性陈述或重大遗漏本公司及董事会全体成员保证信息披露的内容真实准确完整没有虚假记载误导性陈述或重大遗漏本公司及董事会全体成员保证信息披露的内容真实准确完整	[415, 1618, 505, 1647]
filler-paragraph: 息披露的内容真实准确完整没有虚假记载误导性陈述或重大遗漏本公司及董事会全体成员保证信息披露的内容真实准确完整没有虚假记载误导性陈述或重大遗漏本公司及董事会全体成员保证信息披露的内容真实准确完整没有虚假记载误导性陈述或重大遗漏本公司及董事会全体成员保证信息披露的内容真实准确完整没有虚假记载误导性陈述或重大遗漏本公司及董事会全体成员保证信息披露的内容真实准确完整没有虚假	[211, 89, 309, 118]
body-text	[314, 34, 410, 816]
filler-paragraph: 实准确完整没有虚假记载误导性陈述或重大遗漏本公司及董事会全体成员保证信息披露的内容真实准确完整没有虚假记载误导性陈述或重大遗漏本公司及董事会全体成员保证信息披露的内容真实准确完整没有虚假记载误导性陈述或重大遗漏本公司及董事会全体成员保证信息披露的内容真实准确完整没有虚假记载误导性陈述或重大遗漏本公司及董事会全体成员保证信息披露的内容真实准确完整没有虚假记载误导性陈述或重大遗漏本公司及董事会全体成员保证信息披露的内容	[211, 2351, 309, 2381]
section-title-cn: 信息披露	[150, 11, 211, 26]
table-cell	[157, 847, 173, 853]
filler-paragraph: 陈述或重大遗漏本公司及董事会全体成员保证信息披露的内容真实准确完整没有虚假记载误导性陈述或重大遗漏本公司及董事会全体成员保证信息披露的内容真实准确完整没有虚假记载误导性陈述或重大遗漏本公司及董事会全体成员保证信息披露的内容真实准确完整没有虚假记载误导性陈述或重大遗漏本公司及董事会全体成员保证信息披露的内容真实准确完整没有虚假记载误导性陈述或重大遗漏	[314, 1019, 410, 1045]
filler-paragraph: 陈述或重大遗漏本公司及董事会全体成员保证信息披露的内容真实准确完整没有虚假记载误导性陈述或重大遗漏本公司及董事会全体成员保证信息披露的内容真实准确完整没有虚假记载误导性陈述或重大遗漏本公司及董事会全体成员保证信息披露的内容真实准确完整没有虚假记载误导性陈述或重大遗漏本公司及董事会全体成员保证信息披露的内容真实准确完整没有虚假记载误导性陈述或重大遗漏本公司及董事会全体成员保证信息披露的内容真实	[415, 1429, 505, 1463]
filler-paragraph: 息披露的内容真实准确完整没有虚假记载误导性陈述或重大遗漏本公司及董事会全体成员保证信息披露的内容真实准确完整没有虚假记载误导性陈述或重大遗漏本公司及董事会全体成员保证信息披露的内容真实准确完整没有虚假记载误导性陈述或重大遗漏本公司及董事会全体成员保证信息披露的内容真实准确完整没有虚假记载误导性陈述或重大遗漏本公司及董事会全体成员保证信息披露的内容真实准确完整没有虚假记载误导性陈述或重大遗漏本公司及董事会全体成员保证信息披露的内容真实准确完整没有虚假	[108, 733, 206, 766]
filler-paragraph: 全体成员保证信息披露的内容真实准确完整没有虚假记载误导性陈述或重大遗漏本公司及董事会全体成员保证信息披露的内容真实准确完整没有虚假记载误导性陈述或重大遗漏本公司及董事会全体成员保证信息披露的内容真实准确完整没有虚假记载误导性陈述或重大遗漏本公司及董事会全体成员保证信息披露的内容真实准确完整没有虚假记载误导性陈述或重大遗漏本公司及董事会全体成员保证信息披露的内容真实准确完整没有	[108, 1252, 206, 1282]
filler-paragraph: 陈述或重大遗漏本公司及董事会全体成员保证信息披露的内容真实准确完整没有虚假记载误导性陈述或重大遗漏本公司及董事会全体成员保证信息披露的内容真实准确完整没有虚假记载误导性陈述或重大遗漏本公司及董事会全体成员保证信息披露的内容真实准确完整没有虚假记载误导性陈述或重大遗漏本公司及董事会全体成员保证信息披露的内容真实准确完整没有虚假记载误导性陈述或重大遗漏本公司及董事会全体成员保证信息披露的内容真实准确完整没有虚假	[211, 1088, 309, 1117]
filler-paragraph: 全体成员保证信息披露的内容真实准确完整没有虚假记载误导性陈述或重大遗漏本公司及董事会全体成员保证信息披露的内容真实准确完整没有虚假记载误导性陈述或重大遗漏本公司及董事会全体成员保证信息披露的内容真实准确完整没有虚假记载误导性陈述或重大遗漏本公司及董事会全体成员保证信息披露的内容真实准确完整没有虚假记载误导性陈述或重大遗漏本公司及董事会全体成员保证信息披露的内容真实准确完整没有虚假记载误导性陈述或重大遗漏本公	[3, 803, 103, 833]
filler-paragraph: 本公司及董事会全体成员保证信息披露的内容真实准确完整没有虚假记载误导性陈述或重大遗漏本公司及董事会全体成员保证信息披露的内容真实准确完整没有虚假记载误导性陈述或重大遗漏本公司及董事会全体成员保证信息披露的内容真实准确完整没有虚假记载误导性陈述或重大遗漏本公司及董事会全体成员保证信息披露的内容真实准确完整没有虚假记载误导性陈述或重大遗漏本公司及董事会全体成员保证信息披露的内容真实准确完整	[108, 1405, 206, 1434]
filler-paragraph: 息披露的内容真实准确完整没有虚假记载误导性陈述或重大遗漏本公司及董事会全体成员保证信息披露的内容真实准确完整没有虚假记载误导性陈述或重大遗漏本公司及董事会全体成员保证信息披露的内容真实准确完整没有虚假记载误导性陈述或重大遗漏本公司及董事会全体成员保证信息披露的内容真实准确完整没有虚假记载误导性陈述或重大遗漏本公司及董事会全体成员保证信息披露的内容真实准确完整没有虚假记载误导性陈述或重大遗漏本公司及董事会全体成	[415, 263, 505, 296]
filler-paragraph: 实准确完整没有虚假记载误导性陈述或重大遗漏本公司及董事会全体成员保证信息披露的内容真实准确完整没有虚假记载误导性陈述或重大遗漏本公司及董事会全体成员保证信息披露的内容真实准确完整没有虚假记载误导性陈述或重大遗漏本公司及董事会全体成员保证信息披露的内容真实准确完整没有虚假记载误导性陈述或重大遗漏本公司及董事会全体成员保证信息披露的内容真实准确完整没有虚假记载误导性陈述或重大遗漏本公司及董事会全体成员保证信息披露的内容真实准确完整没有虚假记载	[211, 1285, 309, 1318]
filler-paragraph: 本公司及董事会全体成员保证信息披露的内容真实准确完整没有虚假记载误导性陈述或重大遗漏本公司及董事会全体成员保证信息披露的内容真实准确完整没有虚假记载误导性陈述或重大遗漏本公司及董事会全体成员保证信息披露的内容真实准确完整没有虚假记载误导性陈述或重大遗漏本公司及董事会全体成员保证信息披露的内容真实准确完整没有虚假记载误导性陈述或重大遗漏本公司及董事会全体成员保证信息披露的内容真实准确完整没有虚假记载误导性陈述或重大遗漏本公司及董事会全体成员保证信息披露的	[3, 770, 103, 803]
filler-paragraph: 全体成员保证信息披露的内容真实准确完整没有虚假记载误导性陈述或重大遗漏本公司及董事会全体成员保证信息披露的内容真实准确完整没有虚假记载误导性陈述或重大遗漏本公司及董事会全体成员保证信息披露的内容真实准确完整没有虚假记载误导性陈述或重大遗漏本公司及董事会全体成员保证信息披露的内容真实准确完整没有虚假记载误导性陈述或重大遗漏本公司及董事会全体成员保证信息披露的内容真实准确完整没有虚假记载误导性陈述或重大遗漏本公司及	[314, 896, 410, 926]
filler-paragraph: 实准确完整没有虚假记载误导性陈述或重大遗漏本公司及董事会全体成员保证信息披露的内容真实准确完整没有虚假记载误导性陈述或重大遗漏本公司及董事会全体成员保证信息披露的内容真实准确完整没有虚假记载误导性陈述或重大遗漏本公司及董事会全体成员保证信息披露的内容真实准确完整没有虚假记载误导性陈述或重大遗漏本公司及董事会全体成员保证信息披露的内容真实准确完整没有虚假记载误导性陈述或重大遗漏本公司及董事会全体成员保证信息披露的内容真实准确完整没有虚假记载误导性陈述或	[314, 1498, 410, 1531]
filler-paragraph: 全体成员保证信息披露的内容真实准确完整没有虚假记载误导性陈述或重大遗漏本公司及董事会全体成员保证信息披露的内容真实准确完整没有虚假记载误导性陈述或重大遗漏本公司及董事会全体成员保证信息披露的内容真实准确完整没有虚假记载误导性陈述或重大遗漏本公司及董事会全体成员保证信息披露的内容真实准确完整没有虚假记载误导性陈述或重大遗漏本公司及董事会全体成员保证信息披露的内容真实准确完整没有虚假记载误导性陈述或	[3, 249, 103, 279]
body-text	[211, 1543, 309, 2444]
filler-paragraph: 全体成员保证信息披露的内容真实准确完整没有虚假记载误导性陈述或重大遗漏本公司及董事会全体成员保证信息披露的内容真实准确完整没有虚假记载误导性陈述或重大遗漏本公司及董事会全体成员保证信息披露的内容真实准确完整没有虚假记载误导性陈述或重大遗漏本公司及董事会全体成员保证信息披露的内容真实准确完整没有虚假记载误导性陈述或重大遗漏本公司及董事会全体成员保证信息披露的内容真实准确完整没有虚假记载误导性陈述或重大遗漏本公司及董事会全体成员保证信	[3, 67, 103, 97]
filler-paragraph: 实准确完整没有虚假记载误导性陈述或重大遗漏本公司及董事会全体成员保证信息披露的内容真实准确完整没有虚假记载误导性陈述或重大遗漏本公司及董事会全体成员保证信息披露的内容真实准确完整没有虚假记载误导性陈述或重大遗漏本公司及董事会全体成员保证信息披露的内容真实准确完整没有虚假记载误导性陈述或重大遗漏本公司及董事会全体成员保证信息披露的内容真实准确完整没有虚假记载误导性陈述或重大遗漏本公司及董事会全体成员保证信息披露的内容真实准确完整没有虚假记载误导性陈述或	[211, 2169, 309, 2203]
filler-paragraph: 实准确完整没有虚假记载误导性陈述或重大遗漏本公司及董事会全体成员保证信息披露的内容真实准确完整没有虚假记载误导性陈述或重大遗漏本公司及董事会全体成员保证信息披露的内容真实准确完整没有虚假记载误导性陈述或重大遗漏本公司及董事会全体成员保证信息披露的内容真实准确完整没有虚假记载误导性陈述或重大遗漏本公司及董事会全体成员保证信息披露的内容真实准确完整没有虚假记载误导性陈述或	[314, 2114, 410, 2144]
data-table	[211, 1503, 309, 1540]
filler-paragraph: 陈述或重大遗漏本公司及董事会全体成员保证信息披露的内容真实准确完整没有虚假记载误导性陈述或重大遗漏本公司及董事会全体成员保证信息披露的内容真实准确完整没有虚假记载误导性陈述或重大遗漏本公司及董事会全体成员保证信息披露的内容真实准确完整没有虚假记载误导性陈述或重大遗漏本公司及董事会全体成员保证信息披露的内容真实准确完整没有虚假记载误导性陈述或重大遗漏本公司及董事会全体成员保证信息披露的内容真实准确完整没有虚假记载误导性陈述或重大遗漏本公司及董事会全体成员保证信息披	[3, 922, 103, 956]
filler-paragraph: 虚假记载误导性陈述或重大遗漏本公司及董事会全体成员保证信息披露的内容真实准确完整没有虚假记载误导性陈述或重大遗漏本公司及董事会全体成员保证信息披露的内容真实准确完整没有虚假记载误导性陈述或重大遗漏本公司及董事会全体成员保证信息披露的内容真实准确完整没有虚假记载误导性陈述或重大遗漏本公司及董事会全体成员保证信息披露的内容真实准确完整没有虚假记载误导性陈述或重大遗漏本公司及	[211, 872, 309, 902]
filler-paragraph: 息披露的内容真实准确完整没有虚假记载误导性陈述或重大遗漏本公司及董事会全体成员保证信息披露的内容真实准确完整没有虚假记载误导性陈述或重大遗漏本公司及董事会全体成员保证信息披露的内容真实准确完整没有虚假记载误导性陈述或重大遗漏本公司及董事会全体成员保证信息披露的内容真实准确完整没有虚假记载误导性陈述或重大遗漏本公司及董事会全体成员保证信息披露的内容真实准确完整没有虚假记载误导	[415, 1518, 505, 1548]
filler-paragraph: 虚假记载误导性陈述或重大遗漏本公司及董事会全体成员保证信息披露的内容真实准确完整没有虚假记载误导性陈述或重大遗漏本公司及董事会全体成员保证信息披露的内容真实准确完整没有虚假记载误导性陈述或重大遗漏本公司及董事会全体成员保证信息披露的内容真实准确完整没有虚假记载误导性陈述或重大遗漏本公司及董事会全体成员保证信息披露的内容真实准确完整没有虚假记载误导性陈述或重大遗漏本公司及董事会全体成员保证信息披露的内容真实准确完整没有虚假记载误导性陈述或重大遗漏本公司及董事会全	[3, 524, 103, 558]
header-rule	[0, 31, 508, 32]
filler-paragraph: 本公司及董事会全体成员保证信息披露的内容真实准确完整没有虚假记载误导性陈述或重大遗漏本公司及董事会全体成员保证信息披露的内容真实准确完整没有虚假记载误导性陈述或重大遗漏本公司及董事会全体成员保证信息披露的内容真实准确完整没有虚假记载误导性陈述或重大遗漏本公司及董事会全体成员保证信息披露的内容真实准确完整没有虚假记载误导性陈述或重大遗漏本公司及董事会全体成员保证信息披露的内容真实准确完整没有虚假记载误导性陈述或重大遗漏本公司及董事会全	[314, 753, 410, 787]
filler-paragraph: 实准确完整没有虚假记载误导性陈述或重大遗漏本公司及董事会全体成员保证信息披露的内容真实准确完整没有虚假记载误导性陈述或重大遗漏本公司及董事会全体成员保证信息披露的内容真实准确完整没有虚假记载误导性陈述或重大遗漏本公司及董事会全体成员保证信息披露的内容真实准确完整没有虚假记载误导性陈述或重大遗漏本公司及董事会全体成员保证信息披露的内容真实准确完整没有虚假记载误导性陈述或重大遗漏本公司及董事会全体成员保证信	[314, 1940, 410, 1970]
filler-paragraph: 虚假记载误导性陈述或重大遗漏本公司及董事会全体成员保证信息披露的内容真实准确完整没有虚假记载误导性陈述或重大遗漏本公司及董事会全体成员保证信息披露的内容真实准确完整没有虚假记载误导性陈述或重大遗漏本公司及董事会全体成员保证信息披露的内容真实准确完整没有虚假记载误导性陈述或重大遗漏本公司及董事会全体成员保证信息披露的内容真实准确完整没有虚假记载误导性陈述或重大遗漏本公司及董事会全体成员保证信息披露的内容真实准确完整没有虚假记载误导性陈述或重大	[211, 508, 309, 542]
filler-paragraph: 本公司及董事会全体成员保证信息披露的内容真实准确完整没有虚假记载误导性陈述或重大遗漏本公司及董事会全体成员保证信息披露的内容真实准确完整没有虚假记载误导性陈述或重大遗漏本公司及董事会全体成员保证信息披露的内容真实准确完整没有虚假记载误导性陈述或重大遗漏本公司及董事会全体成员保证信息披露的内容真实准确完整没有虚假记载误导性陈述或重大遗漏本公司及董事会全体成员保证信息披露的内容真实准确完整没有虚假记载误导性陈述或重大遗漏本公	[211, 1374, 309, 1407]
filler-paragraph: 本公司及董事会全体成员保证信息披露的内容真实准确完整没有虚假记载误导性陈述或重大遗漏本公司及董事会全体成员保证信息披露的内容真实准确完整没有虚假记载误导性陈述或重大遗漏本公司及董事会全体成员保证信息披露的内容真实准确完整没有虚假记载误导性陈述或重大遗漏本公司及董事会全体成员保证信息披露的内容真实准确完整没有虚假记载误导性陈述或重大遗漏本公司及董事会全体成员保证信息披露的内容真实准确完整没有虚假记载误导性陈述或重大遗漏本公	[108, 207, 206, 241]
filler-paragraph: 陈述或重大遗漏本公司及董事会全体成员保证信息披露的内容真实准确完整没有虚假记载误导性陈述或重大遗漏本公司及董事会全体成员保证信息披露的内容真实准确完整没有虚假记载误导性陈述或重大遗漏本公司及董事会全体成员保证信息披露的内容真实准确完整没有虚假记载误导性陈述或重大遗漏本公司及董事会全体成员保证信息披露的内容真实准确完整没有虚假记载误导性陈述或重大遗漏本公司及董事	[211, 2233, 309, 2262]
filler-paragraph: 虚假记载误导性陈述或重大遗漏本公司及董事会全体成员保证信息披露的内容真实准确完整没有虚假记载误导性陈述或重大遗漏本公司及董事会全体成员保证信息披露的内容真实准确完整没有虚假记载误导性陈述或重大遗漏本公司及董事会全体成员保证信息披露的内容真实准确完整没有虚假记载误导性陈述或重大遗漏本公司及董事会全体成员保证信息披露的内容真实准确完整没有虚假记载误导性陈述或重大遗漏本公司及董事会全体成员保证信息披	[211, 1661, 309, 1691]
filler-paragraph: 本公司及董事会全体成员保证信息披露的内容真实准确完整没有虚假记载误导性陈述或重大遗漏本公司及董事会全体成员保证信息披露的内容真实准确完整没有虚假记载误导性陈述或重大遗漏本公司及董事会全体成员保证信息披露的内容真实准确完整没有虚假记载误导性陈述或重大遗漏本公司及董事会全体成员保证信息披露的内容真实准确完整没有虚假记载误导性陈述或重大遗漏本公司及董事会全	[211, 2080, 309, 2106]
filler-paragraph: 息披露的内容真实准确完整没有虚假记载误导性陈述或重大遗漏本公司及董事会全体成员保证信息披露的内容真实准确完整没有虚假记载误导性陈述或重大遗漏本公司及董事会全体成员保证信息披露的内容真实准确完整没有虚假记载误导性陈述或重大遗漏本公司及董事会全体成员保证信息披露的内容真实准确完整没有虚假记载误导性陈述或重大遗漏本公司及董事会全体成员保证信息披露的内容真实准确完整没有虚假	[108, 89, 206, 118]
filler-paragraph: 实准确完整没有虚假记载误导性陈述或重大遗漏本公司及董事会全体成员保证信息披露的内容真实准确完整没有虚假记载误导性陈述或重大遗漏本公司及董事会全体成员保证信息披露的内容真实准确完整没有虚假记载误导性陈述或重大遗漏本公司及董事会全体成员保证信息披露的内容真实准确完整没有虚假记载误导性陈述或重大遗漏本公司及董事会全体成员保证信息披露的内容真实准确完整没有虚假记载误导性陈述或重大遗漏本公司及董事会全体成员保证信息披露的内容真实准确完整没有虚假记载	[108, 1130, 206, 1163]
table-cell	[125, 847, 141, 853]
filler-paragraph: 息披露的内容真实准确完整没有虚假记载误导性陈述或重大遗漏本公司及董事会全体成员保证信息披露的内容真实准确完整没有虚假记载误导性陈述或重大遗漏本公司及董事会全体成员保证信息披露的内容真实准确完整没有虚假记载误导性陈述或重大遗漏本公司及董事会全体成员保证信息披露的内容真实准确完整没有虚假记载误导性陈述或重大遗漏本公司及董事会全体成员保证信息披露的内容真实准确完整没有虚假	[314, 1725, 410, 1754]
filler-paragraph: 陈述或重大遗漏本公司及董事会全体成员保证信息披露的内容真实准确完整没有虚假记载误导性陈述或重大遗漏本公司及董事会全体成员保证信息披露的内容真实准确完整没有虚假记载误导性陈述或重大遗漏本公司及董事会全体成员保证信息披露的内容真实准确完整没有虚假记载误导性陈述或重大遗漏本公司及董事会全体成员保证信息披露的内容真实	[415, 722, 505, 748]
filler-paragraph: 陈述或重大遗漏本公司及董事会全体成员保证信息披露的内容真实准确完整没有虚假记载误导性陈述或重大遗漏本公司及董事会全体成员保证信息披露的内容真实准确完整没有虚假记载误导性陈述或重大遗漏本公司及董事会全体成员保证信息披露的内容真实准确完整没有虚假记载误导性陈述或重大遗漏本公司及董事会全体成员保证信息披露的内容真实准确完整没有虚假记载误导性陈述或重大遗漏本公司及董事会全体成员保证信息披露的内容真实准确完整没有虚假记载误导	[3, 558, 103, 587]
table-cell	[460, 1102, 505, 1108]
body-text	[415, 1593, 505, 1821]
filler-paragraph: 本公司及董事会全体成员保证信息披露的内容真实准确完整没有虚假记载误导性陈述或重大遗漏本公司及董事会全体成员保证信息披露的内容真实准确完整没有虚假记载误导性陈述或重大遗漏本公司及董事会全体成员保证信息披露的内容真实准确完整没有虚假记载误导性陈述或重大遗漏本公司及董事会全体成员保证信息披露的内容真实准确完整没有虚假记载误导性陈述或重大遗漏本公	[314, 1669, 410, 1695]
filler-paragraph: 息披露的内容真实准确完整没有虚假记载误导性陈述或重大遗漏本公司及董事会全体成员保证信息披露的内容真实准确完整没有虚假记载误导性陈述或重大遗漏本公司及董事会全体成员保证信息披露的内容真实准确完整没有虚假记载误导性陈述或重大遗漏本公司及董事会全体成员保证信息披露的内容真实准确完整没有虚假记载误导性陈述或重大遗漏本公司及董事会全体成员保证信息披露的内容真实准确完整没有虚假记载误导性陈述或重大遗漏本公司及董事会全体成	[415, 807, 505, 841]
filler-paragraph: 息披露的内容真实准确完整没有虚假记载误导性陈述或重大遗漏本公司及董事会全体成员保证信息披露的内容真实准确完整没有虚假记载误导性陈述或重大遗漏本公司及董事会全体成员保证信息披露的内容真实准确完整没有虚假记载误导性陈述或重大遗漏本公司及董事会全体成员保证信息披露的内容真实准确完整没有虚假记载误导性陈述或重大遗漏本公司及董事会全体成员保证信息披露的内容真实准确完整没有虚假记载误导性陈述或重大遗漏本公司及董事会全体成员保证信息披露的内容真实准确完整没有虚假	[108, 271, 206, 304]
filler-paragraph: 息披露的内容真实准确完整没有虚假记载误导性陈述或重大遗漏本公司及董事会全体成员保证信息披露的内容真实准确完整没有虚假记载误导性陈述或重大遗漏本公司及董事会全体成员保证信息披露的内容真实准确完整没有虚假记载误导性陈述或重大遗漏本公司及董事会全体成员保证信息披露的内容真实准确完整没有虚假记载误导性陈述或重大遗漏本公司及董事会全体成员保证信息披露的内容真实准确完整没有虚假记载误导性陈述或重大遗漏本公司及董事会全体成员保	[314, 1286, 410, 1316]
filler-paragraph: 实准确完整没有虚假记载误导性陈述或重大遗漏本公司及董事会全体成员保证信息披露的内容真实准确完整没有虚假记载误导性陈述或重大遗漏本公司及董事会全体成员保证信息披露的内容真实准确完整没有虚假记载误导性陈述或重大遗漏本公司及董事会全体成员保证信息披露的内容真实准确完整没有虚假记载误导性陈述或重大遗漏本公司及董事会全体成员保证信息披露的内容真实准确完整没有虚假记载误导性陈述或重大遗漏本公司及董事会全体成员保证信	[108, 305, 206, 334]
table-cell	[260, 1534, 284, 1540]
filler-paragraph: 全体成员保证信息披露的内容真实准确完整没有虚假记载误导性陈述或重大遗漏本公司及董事会全体成员保证信息披露的内容真实准确完整没有虚假记载误导性陈述或重大遗漏本公司及董事会全体成员保证信息披露的内容真实准确完整没有虚假记载误导性陈述或重大遗漏本公司及董事会全体成员保证信息披露的内容真实准确完整没有虚假记载误导性陈述或重大遗漏本公司及董事会全体成员保证信息披露的内容真实准确完整没有虚假记载误导性陈述或重大遗漏本公司及	[211, 1568, 309, 1598]
filler-paragraph: 虚假记载误导性陈述或重大遗漏本公司及董事会全体成员保证信息披露的内容真实准确完整没有虚假记载误导性陈述或重大遗漏本公司及董事会全体成员保证信息披露的内容真实准确完整没有虚假记载误导性陈述或重大遗漏本公司及董事会全体成员保证信息披露的内容真实准确完整没有虚假记载误导性陈述或重大遗漏本公司及董事会全体成员保证信息披露的内容真实准确完整没有虚假记载误导性陈述或重大遗漏本公司及	[108, 1883, 206, 1913]
body-text	[314, 1670, 410, 2266]
filler-paragraph: 息披露的内容真实准确完整没有虚假记载误导性陈述或重大遗漏本公司及董事会全体成员保证信息披露的内容真实准确完整没有虚假记载误导性陈述或重大遗漏本公司及董事会全体成员保证信息披露的内容真实准确完整没有虚假记载误导性陈述或重大遗漏本公司及董事会全体成员保证信息披露的内容真实准确完整没有虚假记载误导性陈述或重大遗漏本公司及董事会全体成员保证信息披露的内容真实准确完整没有虚假记载误导性陈述或重大遗漏本公司及董事会全体成员保	[314, 2085, 410, 2114]
filler-paragraph: 虚假记载误导性陈述或重大遗漏本公司及董事会全体成员保证信息披露的内容真实准确完整没有虚假记载误导性陈述或重大遗漏本公司及董事会全体成员保证信息披露的内容真实准确完整没有虚假记载误导性陈述或重大遗漏本公司及董事会全体成员保证信息披露的内容真实准确完整没有虚假记载误导性陈述或重大遗漏本公司及董事会全体成员保证信息披露的内容真实准确完整没有虚假记载误导性陈述或重大遗漏本公司及董事会全体成员保证信息披露的内容真实准确完整没有虚假记载误导性陈述或重大遗漏本公司及	[211, 1054, 309, 1088]
filler-paragraph: 实准确完整没有虚假记载误导性陈述或重大遗漏本公司及董事会全体成员保证信息披露的内容真实准确完整没有虚假记载误导性陈述或重大遗漏本公司及董事会全体成员保证信息披露的内容真实准确完整没有虚假记载误导性陈述或重大遗漏本公司及董事会全体成员保证信息披露的内容真实准确完整没有虚假记载误导性陈述或重大遗漏本公司及董事会全体成员保证信息披露的内容真实准确完整没有虚假记载误导性陈述或重大遗漏本公司及董事会全体成员保证信息披露的内容真实准确完整没有虚假	[3, 859, 103, 892]
page-header	[0, 0, 508, 30]
filler-paragraph: 全体成员保证信息披露的内容真实准确完整没有虚假记载误导性陈述或重大遗漏本公司及董事会全体成员保证信息披露的内容真实准确完整没有虚假记载误导性陈述或重大遗漏本公司及董事会全体成员保证信息披露的内容真实准确完整没有虚假记载误导性陈述或重大遗漏本公司及董事会全体成员保证信息披露的内容真实准确完整没有虚假记载误导性陈述或重大遗漏本公司及董事会全体成员保证信息披露的内容真实准确完整没有虚假记载误导性陈述或重大遗漏本公司及	[108, 521, 206, 551]
table-cell: √	[367, 1570, 409, 1576]
filler-paragraph: 息披露的内容真实准确完整没有虚假记载误导性陈述或重大遗漏本公司及董事会全体成员保证信息披露的内容真实准确完整没有虚假记载误导性陈述或重大遗漏本公司及董事会全体成员保证信息披露的内容真实准确完整没有虚假记载误导性陈述或重大遗漏本公司及董事会全体成员保证信息披露的内容真实准确完整没有虚假记载误导性陈述或重大遗漏本公司及董事会全体成员保证信息披露的内容真实准确完整没有虚假记载误导性陈	[108, 1642, 206, 1672]
filler-paragraph: 陈述或重大遗漏本公司及董事会全体成员保证信息披露的内容真实准确完整没有虚假记载误导性陈述或重大遗漏本公司及董事会全体成员保证信息披露的内容真实准确完整没有虚假记载误导性陈述或重大遗漏本公司及董事会全体成员保证信息披露的内容真实准确完整没有虚假记载误导性陈述或重大遗漏本公司及董事会全体成员保证信息披露的内容真实	[415, 1737, 505, 1762]
table-cell	[315, 1660, 341, 1666]
table-cell	[141, 486, 173, 492]
filler-paragraph: 息披露的内容真实准确完整没有虚假记载误导性陈述或重大遗漏本公司及董事会全体成员保证信息披露的内容真实准确完整没有虚假记载误导性陈述或重大遗漏本公司及董事会全体成员保证信息披露的内容真实准确完整没有虚假记载误导性陈述或重大遗漏本公司及董事会全体成员保证信息披露的内容真实准确完整没有虚假记载误导性陈述或重大遗漏本公司及董事会全体成	[415, 89, 505, 114]
filler-paragraph: 实准确完整没有虚假记载误导性陈述或重大遗漏本公司及董事会全体成员保证信息披露的内容真实准确完整没有虚假记载误导性陈述或重大遗漏本公司及董事会全体成员保证信息披露的内容真实准确完整没有虚假记载误导性陈述或重大遗漏本公司及董事会全体成员保证信息披露的内容真实准确完整没有虚假记载误导性陈述或重大遗漏本公司及董事会全体成员保证信息披露的内容真实准确完整没有虚假记载误导性陈述或重大遗漏本公司及董事会全体成员保	[3, 1049, 103, 1078]
filler-paragraph: 本公司及董事会全体成员保证信息披露的内容真实准确完整没有虚假记载误导性陈述或重大遗漏本公司及董事会全体成员保证信息披露的内容真实准确完整没有虚假记载误导性陈述或重大遗漏本公司及董事会全体成员保证信息披露的内容真实准确完整没有虚假记载误导性陈述或重大遗漏本公司及董事会全体成员保证信息披露的内容真实准确完整没有虚假记载误导性陈述或重大遗漏本公司及董事会全体成员保证信息披露的内容真实准确	[3, 1142, 103, 1171]
column-3	[211, 34, 309, 2444]
filler-paragraph: 全体成员保证信息披露的内容真实准确完整没有虚假记载误导性陈述或重大遗漏本公司及董事会全体成员保证信息披露的内容真实准确完整没有虚假记载误导性陈述或重大遗漏本公司及董事会全体成员保证信息披露的内容真实准确完整没有虚假记载误导性陈述或重大遗漏本公司及董事会全体成员保证信息披露的内容真实准确完整没有虚假记载误导性陈述或重大遗漏本公司及董事会全体成员保证信息披露的内容真实准确完整没有虚假记载误导性陈述或重大遗漏本公司及	[314, 59, 410, 89]
filler-paragraph: 本公司及董事会全体成员保证信息披露的内容真实准确完整没有虚假记载误导性陈述或重大遗漏本公司及董事会全体成员保证信息披露的内容真实准确完整没有虚假记载误导性陈述或重大遗漏本公司及董事会全体成员保证信息披露的内容真实准确完整没有虚假记载误导性陈述或重大遗漏本公司及董事会全体成员保证信息披露的内容真实准确完整没有虚假记载误导性陈述或重大遗漏本公司及董事会全体成员保证信息披露的内容真实准确完整没有虚假记载误导性陈述或重大遗漏本公	[211, 1716, 309, 1750]
filler-paragraph: 陈述或重大遗漏本公司及董事会全体成员保证信息披露的内容真实准确完整没有虚假记载误导性陈述或重大遗漏本公司及董事会全体成员保证信息披露的内容真实准确完整没有虚假记载误导性陈述或重大遗漏本公司及董事会全体成员保证信息披露的内容真实准确完整没有虚假记载误导性陈述或重大遗漏本公司及董事会全体成员保证信息披露的内容真实准确完整没有虚假记载误导性陈述或重大遗漏本公司及董事会全体成员保证信息披露的内容真实准确完整没有虚假记载误导性陈述或重大遗漏	[108, 1371, 206, 1405]
filler-paragraph: 陈述或重大遗漏本公司及董事会全体成员保证信息披露的内容真实准确完整没有虚假记载误导性陈述或重大遗漏本公司及董事会全体成员保证信息披露的内容真实准确完整没有虚假记载误导性陈述或重大遗漏本公司及董事会全体成员保证信息披露的内容真实准确完整没有虚假记载误导性陈述或重大遗漏本公司及董事会全体成员保证信息披露的内容真实准确完整没有虚假记载误导性陈述或重大遗漏	[108, 644, 206, 669]
filler-paragraph: 全体成员保证信息披露的内容真实准确完整没有虚假记载误导性陈述或重大遗漏本公司及董事会全体成员保证信息披露的内容真实准确完整没有虚假记载误导性陈述或重大遗漏本公司及董事会全体成员保证信息披露的内容真实准确完整没有虚假记载误导性陈述或重大遗漏本公司及董事会全体成员保证信息披露的内容真实准确完整没有虚假记载误导性陈述或重大遗漏本公司及董事会全体成员保证信息披露的内容真实准确完整	[415, 1137, 505, 1166]
filler-paragraph: 息披露的内容真实准确完整没有虚假记载误导性陈述或重大遗漏本公司及董事会全体成员保证信息披露的内容真实准确完整没有虚假记载误导性陈述或重大遗漏本公司及董事会全体成员保证信息披露的内容真实准确完整没有虚假记载误导性陈述或重大遗漏本公司及董事会全体成员保证信息披露的内容真实准确完整没有虚假记载误导性陈述或重大遗漏本公司及董事会全体成员保证信息披露的内容真实准确完整没有虚假记载误导性陈述或重大遗漏本公司及董事会全体成员保	[211, 1958, 309, 1987]
filler-paragraph: 本公司及董事会全体成员保证信息披露的内容真实准确完整没有虚假记载误导性陈述或重大遗漏本公司及董事会全体成员保证信息披露的内容真实准确完整没有虚假记载误导性陈述或重大遗漏本公司及董事会全体成员保证信息披露的内容真实准确完整没有虚假记载误导性陈述或重大遗漏本公司及董事会全体成员保证信息披露的内容真实准确完整没有虚假记载误导性陈述或重大遗漏本公	[314, 871, 410, 896]
filler-paragraph: 虚假记载误导性陈述或重大遗漏本公司及董事会全体成员保证信息披露的内容真实准确完整没有虚假记载误导性陈述或重大遗漏本公司及董事会全体成员保证信息披露的内容真实准确完整没有虚假记载误导性陈述或重大遗漏本公司及董事会全体成员保证信息披露的内容真实准确完整没有虚假记载误导性陈述或重大遗漏本公司及董事会全体成员保证信息披露的内容真实准确完整没有虚假记载误导性陈述或重大遗漏本公司及董事会全体成员保证信息披露的内容真实准确完整没有虚假记载误导性陈述或重大遗漏本公司及董事会全体成员保证信	[3, 1078, 103, 1112]
body-text	[211, 34, 309, 1180]
filler-paragraph: 实准确完整没有虚假记载误导性陈述或重大遗漏本公司及董事会全体成员保证信息披露的内容真实准确完整没有虚假记载误导性陈述或重大遗漏本公司及董事会全体成员保证信息披露的内容真实准确完整没有虚假记载误导性陈述或重大遗漏本公司及董事会全体成员保证信息披露的内容真实准确完整没有虚假记载误导性陈述或重大遗漏本公司及董事会全体成员保证信息披露的内容真实准确完整没有虚假记载误导性陈述或重大遗漏本公司及董事会全体成员保证信息披露的内容真实准确完整没有虚假记载	[314, 118, 410, 152]
filler-paragraph: 息披露的内容真实准确完整没有虚假记载误导性陈述或重大遗漏本公司及董事会全体成员保证信息披露的内容真实准确完整没有虚假记载误导性陈述或重大遗漏本公司及董事会全体成员保证信息披露的内容真实准确完整没有虚假记载误导性陈述或重大遗漏本公司及董事会全体成员保证信息披露的内容真实准确完整没有虚假记载误导性陈述或重大遗漏本公司及董事会全体成员保证信息披露的内容真实准确完整没有虚假记载误导性陈	[211, 2140, 309, 2169]
filler-paragraph: 陈述或重大遗漏本公司及董事会全体成员保证信息披露的内容真实准确完整没有虚假记载误导性陈述或重大遗漏本公司及董事会全体成员保证信息披露的内容真实准确完整没有虚假记载误导性陈述或重大遗漏本公司及董事会全体成员保证信息披露的内容真实准确完整没有虚假记载误导性陈述或重大遗漏本公司及董事会全体成员保证信息披露的内容真实准确完整没有虚假记载误导性陈述或重大遗漏本公司及董事会全体成员保证信息披露的内容真实准确完整没有虚假记载误导性陈述或重大遗漏本公司及董事会全体成	[3, 372, 103, 405]
filler-paragraph: 实准确完整没有虚假记载误导性陈述或重大遗漏本公司及董事会全体成员保证信息披露的内容真实准确完整没有虚假记载误导性陈述或重大遗漏本公司及董事会全体成员保证信息披露的内容真实准确完整没有虚假记载误导性陈述或重大遗漏本公司及董事会全体成员保证信息披露的内容真实准确完整没有虚假记载误导性陈述或重大遗漏本公司及董事会全体成员保证信息披露的内容真实准确完整没有虚假记载误导性陈述或重大遗漏本公司及董事会全体成员保证信息披露的内容真实准确完整没有虚假记载误导性陈述或	[211, 660, 309, 694]
filler-paragraph: 陈述或重大遗漏本公司及董事会全体成员保证信息披露的内容真实准确完整没有虚假记载误导性陈述或重大遗漏本公司及董事会全体成员保证信息披露的内容真实准确完整没有虚假记载误导性陈述或重大遗漏本公司及董事会全体成员保证信息披露的内容真实准确完整没有虚假记载误导性陈述或重大遗漏本公司及董事会全体成员保证信息披露的内容真实准确完整没有虚假记载误导性陈述或重大遗漏本公司及董事会全体成员保证信息披露的内容真实准确	[314, 1379, 410, 1409]
filler-paragraph: 本公司及董事会全体成员保证信息披露的内容真实准确完整没有虚假记载误导性陈述或重大遗漏本公司及董事会全体成员保证信息披露的内容真实准确完整没有虚假记载误导性陈述或重大遗漏本公司及董事会全体成员保证信息披露的内容真实准确完整没有虚假记载误导性陈述或重大遗漏本公司及董事会全体成员保证信息披露的内容真实准确完整没有虚假记载误导性陈述或重大遗漏本公司及董事会全体成员保证信息披露的内容真实准确完整没有虚假记载误导性陈述或重大遗漏本公	[314, 1045, 410, 1078]
checklist-table	[314, 1534, 410, 1667]
filler-paragraph: 虚假记载误导性陈述或重大遗漏本公司及董事会全体成员保证信息披露的内容真实准确完整没有虚假记载误导性陈述或重大遗漏本公司及董事会全体成员保证信息披露的内容真实准确完整没有虚假记载误导性陈述或重大遗漏本公司及董事会全体成员保证信息披露的内容真实准确完整没有虚假记载误导性陈述或重大遗漏本公司及董事会全体成员保证信息披露的内容真实准确完整没有虚假记载误导性陈述或	[415, 1707, 505, 1736]
filler-paragraph: 本公司及董事会全体成员保证信息披露的内容真实准确完整没有虚假记载误导性陈述或重大遗漏本公司及董事会全体成员保证信息披露的内容真实准确完整没有虚假记载误导性陈述或重大遗漏本公司及董事会全体成员保证信息披露的内容真实准确完整没有虚假记载误导性陈述或重大遗漏本公司及董事会全体成员保证信息披露的内容真实准确完整没有虚假记载误导性陈述或重大遗漏本公司及董事会全体成员保证信息披露的	[3, 588, 103, 613]
filler-paragraph: 本公司及董事会全体成员保证信息披露的内容真实准确完整没有虚假记载误导性陈述或重大遗漏本公司及董事会全体成员保证信息披露的内容真实准确完整没有虚假记载误导性陈述或重大遗漏本公司及董事会全体成员保证信息披露的内容真实准确完整没有虚假记载误导性陈述或重大遗漏本公司及董事会全体成员保证信息披露的内容真实准确完整没有虚假记载误导性陈述或重大遗漏本公司及董事会全	[314, 1409, 410, 1434]
table-cell: √	[367, 1594, 409, 1600]
filler-paragraph: 全体成员保证信息披露的内容真实准确完整没有虚假记载误导性陈述或重大遗漏本公司及董事会全体成员保证信息披露的内容真实准确完整没有虚假记载误导性陈述或重大遗漏本公司及董事会全体成员保证信息披露的内容真实准确完整没有虚假记载误导性陈述或重大遗漏本公司及董事会全体成员保证信息披露的内容真实准确完整没有虚假记载误导性陈述或重大遗漏本公司及董事会全体成	[314, 1260, 410, 1286]
table-cell	[141, 847, 157, 853]
body-text	[3, 1280, 103, 1500]
filler-paragraph: 虚假记载误导性陈述或重大遗漏本公司及董事会全体成员保证信息披露的内容真实准确完整没有虚假记载误导性陈述或重大遗漏本公司及董事会全体成员保证信息披露的内容真实准确完整没有虚假记载误导性陈述或重大遗漏本公司及董事会全体成员保证信息披露的内容真实准确完整没有虚假记载误导性陈述或重大遗漏本公司及董事会全体成员保证信息披露的内容真实准确完整没有虚假记载误导性陈述或重大遗漏本公司及董事会全体成员保证信息披露的内容真实准确完整没有虚假记载误导性陈述或重大	[108, 1519, 206, 1553]
filler-paragraph: 实准确完整没有虚假记载误导性陈述或重大遗漏本公司及董事会全体成员保证信息披露的内容真实准确完整没有虚假记载误导性陈述或重大遗漏本公司及董事会全体成员保证信息披露的内容真实准确完整没有虚假记载误导性陈述或重大遗漏本公司及董事会全体成员保证信息披露的内容真实准确完整没有虚假记载误导性陈述或重大遗漏本公司及董事会全体成员保证信息披露的内容真实准确完整没有虚假记载误导性陈述或重大遗漏本公司及董事会全体成员保证信息披露的内容真实准确完整没有虚假记载误导性陈述或	[314, 660, 410, 694]
filler-paragraph: 本公司及董事会全体成员保证信息披露的内容真实准确完整没有虚假记载误导性陈述或重大遗漏本公司及董事会全体成员保证信息披露的内容真实准确完整没有虚假记载误导性陈述或重大遗漏本公司及董事会全体成员保证信息披露的内容真实准确完整没有虚假记载误导性陈述或重大遗漏本公司及董事会全体成员保证信息披露的内容真实准确完整没有虚假记载误导性陈述或重大遗漏本公司及董事会全体成员保证信息披露的内容真实准确完整没有虚假记载误导性陈述或重大遗漏本公司及董事会全	[211, 753, 309, 787]
filler-paragraph: 本公司及董事会全体成员保证信息披露的内容真实准确完整没有虚假记载误导性陈述或重大遗漏本公司及董事会全体成员保证信息披露的内容真实准确完整没有虚假记载误导性陈述或重大遗漏本公司及董事会全体成员保证信息披露的内容真实准确完整没有虚假记载误导性陈述或重大遗漏本公司及董事会全体成员保证信息披露的内容真实准确完整没有虚假记载误导性陈述或重大遗漏本公司及董事会全体成员保证信息披露的内容真实准确完整没有虚假记载误导性陈述或重大遗漏本公	[314, 1843, 410, 1877]
filler-paragraph: 本公司及董事会全体成员保证信息披露的内容真实准确完整没有虚假记载误导性陈述或重大遗漏本公司及董事会全体成员保证信息披露的内容真实准确完整没有虚假记载误导性陈述或重大遗漏本公司及董事会全体成员保证信息披露的内容真实准确完整没有虚假记载误导性陈述或重大遗漏本公司及董事会全体成员保证信息披露的内容真实准确完整没有虚假记载误导性陈述或重大遗漏本公司及董事会全体成员保证信息披露的内容真实准确完整没有虚假记载误导性陈述或重大遗漏本公司及董事会全体成员保	[3, 215, 103, 249]
filler-paragraph: 虚假记载误导性陈述或重大遗漏本公司及董事会全体成员保证信息披露的内容真实准确完整没有虚假记载误导性陈述或重大遗漏本公司及董事会全体成员保证信息披露的内容真实准确完整没有虚假记载误导性陈述或重大遗漏本公司及董事会全体成员保证信息披露的内容真实准确完整没有虚假记载误导性陈述或重大遗漏本公司及董事会全体成员保证信息披露的内容真实准确完整没有虚假记载误导性陈述或重大遗漏本公司及董事会全体成员保证信息披	[108, 614, 206, 644]
column-4	[314, 34, 410, 2267]
filler-paragraph: 息披露的内容真实准确完整没有虚假记载误导性陈述或重大遗漏本公司及董事会全体成员保证信息披露的内容真实准确完整没有虚假记载误导性陈述或重大遗漏本公司及董事会全体成员保证信息披露的内容真实准确完整没有虚假记载误导性陈述或重大遗漏本公司及董事会全体成员保证信息披露的内容真实准确完整没有虚假记载误导性陈述或重大遗漏本公司及董事会全体成员保证信息披露的内容真实准确完整没有	[3, 833, 103, 858]
filler-paragraph: 全体成员保证信息披露的内容真实准确完整没有虚假记载误导性陈述或重大遗漏本公司及董事会全体成员保证信息披露的内容真实准确完整没有虚假记载误导性陈述或重大遗漏本公司及董事会全体成员保证信息披露的内容真实准确完整没有虚假记载误导性陈述或重大遗漏本公司及董事会全体成员保证信息披露的内容真实准确完整没有虚假记载误导性陈述或重大遗漏本公司及董事会全体成员保证信息披露的内容真实准确完整没有虚假记载误导性陈述或重大遗漏本公司及董事会全体成	[314, 597, 410, 631]
table-cell: √	[367, 1588, 409, 1594]
filler-paragraph: 全体成员保证信息披露的内容真实准确完整没有虚假记载误导性陈述或重大遗漏本公司及董事会全体成员保证信息披露的内容真实准确完整没有虚假记载误导性陈述或重大遗漏本公司及董事会全体成员保证信息披露的内容真实准确完整没有虚假记载误导性陈述或重大遗漏本公司及董事会全体成员保证信息披露的内容真实准确完整没有虚假记载	[415, 960, 505, 985]
filler-paragraph: 全体成员保证信息披露的内容真实准确完整没有虚假记载误导性陈述或重大遗漏本公司及董事会全体成员保证信息披露的内容真实准确完整没有虚假记载误导性陈述或重大遗漏本公司及董事会全体成员保证信息披露的内容真实准确完整没有虚假记载误导性陈述或重大遗漏本公司及董事会全体成员保证信息披露的内容真实准确完整没有虚假记载误导性陈述或重大遗漏本公司及董事会全体成员保证信息披露的内容真实准确完整没有虚假记载误导性陈述或重大遗漏本公司及董事会全体成员保证信息披	[211, 1147, 309, 1181]
filler-paragraph: 全体成员保证信息披露的内容真实准确完整没有虚假记载误导性陈述或重大遗漏本公司及董事会全体成员保证信息披露的内容真实准确完整没有虚假记载误导性陈述或重大遗漏本公司及董事会全体成员保证信息披露的内容真实准确完整没有虚假记载误导性陈述或重大遗漏本公司及董事会全体成员保证信息披露的内容真实准确完整没有虚假记载误导性陈述或重大遗漏本公司及董事会全体成员保证信息披露的内容真实准确完整没有虚假记载误导性陈述或重大遗漏本公司及董事会全体成	[211, 2106, 309, 2140]
filler-paragraph: 全体成员保证信息披露的内容真实准确完整没有虚假记载误导性陈述或重大遗漏本公司及董事会全体成员保证信息披露的内容真实准确完整没有虚假记载误导性陈述或重大遗漏本公司及董事会全体成员保证信息披露的内容真实准确完整没有虚假记载误导性陈述或重大遗漏本公司及董事会全体成员保证信息披露的内容真实准确完整没有虚假记载误导性陈述或重大遗漏本公司及董事会全体成员保证信息披露的内容真实准确完整没有虚假记载误导性陈述或重大遗漏本公司及董事会全体成员保证信息披露的内容真实准确完整	[3, 1172, 103, 1205]
filler-paragraph: 陈述或重大遗漏本公司及董事会全体成员保证信息披露的内容真实准确完整没有虚假记载误导性陈述或重大遗漏本公司及董事会全体成员保证信息披露的内容真实准确完整没有虚假记载误导性陈述或重大遗漏本公司及董事会全体成员保证信息披露的内容真实准确完整没有虚假记载误导性陈述或重大遗漏本公司及董事会全体成员保证信息披露的内容真实准确完整没有虚假记载误导性陈述或重大遗漏本公司及董事会全体成员保证信息披露的内容真实	[415, 352, 505, 385]
filler-paragraph: 本公司及董事会全体成员保证信息披露的内容真实准确完整没有虚假记载误导性陈述或重大遗漏本公司及董事会全体成员保证信息披露的内容真实准确完整没有虚假记载误导性陈述或重大遗漏本公司及董事会全体成员保证信息披露的内容真实准确完整没有虚假记载误导性陈述或重大遗漏本公司及董事会全体成员保证信息披露的内容真实准确完整没有虚假记载误导性陈述或重大遗漏本公司及董事会全体成员保证信息披露的内容真实准确完整没有虚假记载误导性陈述或重大遗漏本公	[108, 1219, 206, 1252]
filler-paragraph: 本公司及董事会全体成员保证信息披露的内容真实准确完整没有虚假记载误导性陈述或重大遗漏本公司及董事会全体成员保证信息披露的内容真实准确完整没有虚假记载误导性陈述或重大遗漏本公司及董事会全体成员保证信息披露的内容真实准确完整没有虚假记载误导性陈述或重大遗漏本公司及董事会全体成员保证信息披露的内容真实准确完整没有虚假记载误导性陈述或重大遗漏本公司及董事会全体成员保证信息披露的内容真实准确完整没有虚假记载误导性陈述或重大遗漏本公司及董事会全	[211, 2263, 309, 2296]
filler-paragraph: 本公司及董事会全体成员保证信息披露的内容真实准确完整没有虚假记载误导性陈述或重大遗漏本公司及董事会全体成员保证信息披露的内容真实准确完整没有虚假记载误导性陈述或重大遗漏本公司及董事会全体成员保证信息披露的内容真实准确完整没有虚假记载误导性陈述或重大遗漏本公司及董事会全体成员保证信息披露的内容真实准确完整没有虚假记载误导性陈述或重大遗漏本公司及董事会全体成员保证信息披露的内容真实准确完整没有虚假记载	[211, 935, 309, 965]
filler-paragraph: 实准确完整没有虚假记载误导性陈述或重大遗漏本公司及董事会全体成员保证信息披露的内容真实准确完整没有虚假记载误导性陈述或重大遗漏本公司及董事会全体成员保证信息披露的内容真实准确完整没有虚假记载误导性陈述或重大遗漏本公司及董事会全体成员保证信息披露的内容真实准确完整没有虚假记载误导性陈述或重大遗漏本公司及董事会全体成员保证信息披露的内容真实准确完整没有虚假记载误导性陈述或重大遗漏本公司及董事会全体成员保证信息披露的内容真实准确完整没有虚假记载	[314, 1754, 410, 1788]
notice-company: 北京科技股份有限公司	[434, 562, 486, 569]
filler-paragraph: 实准确完整没有虚假记载误导性陈述或重大遗漏本公司及董事会全体成员保证信息披露的内容真实准确完整没有虚假记载误导性陈述或重大遗漏本公司及董事会全体成员保证信息披露的内容真实准确完整没有虚假记载误导性陈述或重大遗漏本公司及董事会全体成员保证信息披露的内容真实准确完整没有虚假记载误导性陈述或重大遗漏本公司及董事会全体成员保证信息披露的内容真实准确完整没有虚假记载误导性陈述或重大遗漏本公司及董事会全体成员保证信	[211, 305, 309, 334]
filler-paragraph: 本公司及董事会全体成员保证信息披露的内容真实准确完整没有虚假记载误导性陈述或重大遗漏本公司及董事会全体成员保证信息披露的内容真实准确完整没有虚假记载误导性陈述或重大遗漏本公司及董事会全体成员保证信息披露的内容真实准确完整没有虚假记载误导性陈述或重大遗漏本公司及董事会全体成员保证信息披露的内容真实准确完整没有虚假记载误导性陈述或重大遗漏本公司及董事会全体成员保证信息披露的内容真实准确完整没有虚假记载误导性陈	[3, 406, 103, 435]
filler-paragraph: 全体成员保证信息披露的内容真实准确完整没有虚假记载误导性陈述或重大遗漏本公司及董事会全体成员保证信息披露的内容真实准确完整没有虚假记载误导性陈述或重大遗漏本公司及董事会全体成员保证信息披露的内容真实准确完整没有虚假记载误导性陈述或重大遗漏本公司及董事会全体成员保证信息披露的内容真实准确完整没有虚假记载误导性陈述或重大遗漏本公司及董事会全体成员保证信息披露的内容真实准确完整没有	[314, 1877, 410, 1907]
column-divider	[412, 34, 413, 746]
filler-paragraph: 本公司及董事会全体成员保证信息披露的内容真实准确完整没有虚假记载误导性陈述或重大遗漏本公司及董事会全体成员保证信息披露的内容真实准确完整没有虚假记载误导性陈述或重大遗漏本公司及董事会全体成员保证信息披露的内容真实准确完整没有虚假记载误导性陈述或重大遗漏本公司及董事会全体成员保证信息披露的内容真实准确完整没有虚假记载误导性陈述或重大遗漏本公司及董事会全	[314, 571, 410, 597]
filler-paragraph: 虚假记载误导性陈述或重大遗漏本公司及董事会全体成员保证信息披露的内容真实准确完整没有虚假记载误导性陈述或重大遗漏本公司及董事会全体成员保证信息披露的内容真实准确完整没有虚假记载误导性陈述或重大遗漏本公司及董事会全体成员保证信息披露的内容真实准确完整没有虚假记载误导性陈述或重大遗漏本公司及董事会全体成员保证信息披露的内容	[415, 871, 505, 896]
column-divider	[105, 34, 106, 746]
filler-paragraph: 全体成员保证信息披露的内容真实准确完整没有虚假记载误导性陈述或重大遗漏本公司及董事会全体成员保证信息披露的内容真实准确完整没有虚假记载误导性陈述或重大遗漏本公司及董事会全体成员保证信息披露的内容真实准确完整没有虚假记载误导性陈述或重大遗漏本公司及董事会全体成员保证信息披露的内容真实准确完整没有虚假记载误导性陈述或重大遗漏本公司及董事会全体成	[108, 1435, 206, 1460]
filler-paragraph: 全体成员保证信息披露的内容真实准确完整没有虚假记载误导性陈述或重大遗漏本公司及董事会全体成员保证信息披露的内容真实准确完整没有虚假记载误导性陈述或重大遗漏本公司及董事会全体成员保证信息披露的内容真实准确完整没有虚假记载误导性陈述或重大遗漏本公司及董事会全体成员保证信息披露的内容真实准确完整没有虚假记载误导性陈述或重大遗漏本公司及董事会全体成员保证信息披露的内容真实准确完整	[415, 604, 505, 633]
filler-paragraph: 本公司及董事会全体成员保证信息披露的内容真实准确完整没有虚假记载误导性陈述或重大遗漏本公司及董事会全体成员保证信息披露的内容真实准确完整没有虚假记载误导性陈述或重大遗漏本公司及董事会全体成员保证信息披露的内容真实准确完整没有虚假记载误导性陈述或重大遗漏本公司及董事会全体成员保证信息披露的内容真实准确完整没有虚假记载误导性陈述或重大遗漏本公司及董事会全体成员保证信息披露的内容真实准确	[415, 203, 505, 233]
body-text	[108, 496, 206, 796]
filler-paragraph: 全体成员保证信息披露的内容真实准确完整没有虚假记载误导性陈述或重大遗漏本公司及董事会全体成员保证信息披露的内容真实准确完整没有虚假记载误导性陈述或重大遗漏本公司及董事会全体成员保证信息披露的内容真实准确完整没有虚假记载误导性陈述或重大遗漏本公司及董事会全体成员保证信息披露的内容真实准确完整没有虚假记载误导性陈述或重大遗漏本公司及董事会全体成员保证信息披露的内容真实准确完整没有虚假记载误导性陈述或重大遗漏本公司及董事会全体成员保证信息披露的内容	[3, 613, 103, 647]
table-row	[315, 862, 410, 868]
filler-paragraph: 虚假记载误导性陈述或重大遗漏本公司及董事会全体成员保证信息披露的内容真实准确完整没有虚假记载误导性陈述或重大遗漏本公司及董事会全体成员保证信息披露的内容真实准确完整没有虚假记载误导性陈述或重大遗漏本公司及董事会全体成员保证信息披露的内容真实准确完整没有虚假记载误导性陈述或重大遗漏本公司及董事会全体成员保证信息披露的内容真实准确完整没有虚假记载误导性陈述或重大	[211, 1843, 309, 1869]
filler-paragraph: 全体成员保证信息披露的内容真实准确完整没有虚假记载误导性陈述或重大遗漏本公司及董事会全体成员保证信息披露的内容真实准确完整没有虚假记载误导性陈述或重大遗漏本公司及董事会全体成员保证信息披露的内容真实准确完整没有虚假记载误导性陈述或重大遗漏本公司及董事会全体成员保证信息披露的内容真实准确完整没有虚假记载误导性陈述或重大遗漏本公司及董事会全体成	[211, 1932, 309, 1958]
table-cell	[236, 1534, 260, 1540]
filler-paragraph: 实准确完整没有虚假记载误导性陈述或重大遗漏本公司及董事会全体成员保证信息披露的内容真实准确完整没有虚假记载误导性陈述或重大遗漏本公司及董事会全体成员保证信息披露的内容真实准确完整没有虚假记载误导性陈述或重大遗漏本公司及董事会全体成员保证信息披露的内容真实准确完整没有虚假记载误导性陈述或重大遗漏本公司及董事会全体成员保证信息披露的内容真实准确完整没有虚假记载误导性陈述或	[314, 1316, 410, 1345]
filler-paragraph: 本公司及董事会全体成员保证信息披露的内容真实准确完整没有虚假记载误导性陈述或重大遗漏本公司及董事会全体成员保证信息披露的内容真实准确完整没有虚假记载误导性陈述或重大遗漏本公司及董事会全体成员保证信息披露的内容真实准确完整没有虚假记载误导性陈述或重大遗漏本公司及董事会全体成员保证信息披露的内容真实准确完整没有虚假记载误导性陈述或重大遗漏本公司及董事会全体成员保证信息披露的内容真实准确	[415, 1281, 505, 1310]
table-cell	[334, 862, 353, 868]
filler-paragraph: 实准确完整没有虚假记载误导性陈述或重大遗漏本公司及董事会全体成员保证信息披露的内容真实准确完整没有虚假记载误导性陈述或重大遗漏本公司及董事会全体成员保证信息披露的内容真实准确完整没有虚假记载误导性陈述或重大遗漏本公司及董事会全体成员保证信息披露的内容真实准确完整没有虚假记载误导性陈述或重大遗漏本公司及董事会全体成员保证信息披露的内容真实准确完整没有虚假记载误导性陈述或重大遗漏本公司及董事	[3, 495, 103, 524]
table-cell: √	[367, 1618, 409, 1624]
filler-paragraph: 陈述或重大遗漏本公司及董事会全体成员保证信息披露的内容真实准确完整没有虚假记载误导性陈述或重大遗漏本公司及董事会全体成员保证信息披露的内容真实准确完整没有虚假记载误导性陈述或重大遗漏本公司及董事会全体成员保证信息披露的内容真实准确完整没有虚假记载误导性陈述或重大遗漏本公司及董事会全体成员保证信息披露的内容真实准确完整没有虚假记载误导性陈述或重大遗漏本公司及董事会全体成员保证信息披露的内容真实准确完整没有虚假记载误导性陈述或重大遗漏	[211, 360, 309, 393]
table-cell: √	[367, 1660, 409, 1666]
table-cell: √	[367, 1558, 409, 1564]
filler-paragraph: 陈述或重大遗漏本公司及董事会全体成员保证信息披露的内容真实准确完整没有虚假记载误导性陈述或重大遗漏本公司及董事会全体成员保证信息披露的内容真实准确完整没有虚假记载误导性陈述或重大遗漏本公司及董事会全体成员保证信息披露的内容真实准确完整没有虚假记载误导性陈述或重大遗漏本公司及董事会全体成员保证信息披露的内容真实准确完整没有虚假记载误导性陈述或重大遗漏本公司及董事会全体成员保证信息披	[3, 740, 103, 770]
filler-paragraph: 本公司及董事会全体成员保证信息披露的内容真实准确完整没有虚假记载误导性陈述或重大遗漏本公司及董事会全体成员保证信息披露的内容真实准确完整没有虚假记载误导性陈述或重大遗漏本公司及董事会全体成员保证信息披露的内容真实准确完整没有虚假记载误导性陈述或重大遗漏本公司及董事会全体成员保证信息披露的内容真实准确	[415, 578, 505, 604]
notice-title: 2016年度股东大会决议公告	[226, 1190, 294, 1197]
notice-company: 北京科技股份有限公司	[131, 1029, 183, 1036]
column-2	[108, 34, 206, 1947]
data-table	[415, 988, 505, 1109]
filler-paragraph: 陈述或重大遗漏本公司及董事会全体成员保证信息披露的内容真实准确完整没有虚假记载误导性陈述或重大遗漏本公司及董事会全体成员保证信息披露的内容真实准确完整没有虚假记载误导性陈述或重大遗漏本公司及董事会全体成员保证信息披露的内容真实准确完整没有虚假记载误导性陈述或重大遗漏本公司及董事会全体成员保证信息披露的内容真实准确完整没有虚假记载误导性陈述或重大遗漏本公司及董事会全体成员保证信息披露的内容真实准确	[211, 2051, 309, 2080]
filler-paragraph: 陈述或重大遗漏本公司及董事会全体成员保证信息披露的内容真实准确完整没有虚假记载误导性陈述或重大遗漏本公司及董事会全体成员保证信息披露的内容真实准确完整没有虚假记载误导性陈述或重大遗漏本公司及董事会全体成员保证信息披露的内容真实准确完整没有虚假记载误导性陈述或重大遗漏本公司及董事会全体成员保证信息披露的内容真实准确完整没有虚假记载误导性陈述或重大遗漏本公司及董事会全体成员保证信息披露的内容真实准确完整没有虚假记载误导性陈述或重大遗漏	[314, 1996, 410, 2029]
notice-heading	[211, 1184, 309, 1196]
filler-paragraph: 虚假记载误导性陈述或重大遗漏本公司及董事会全体成员保证信息披露的内容真实准确完整没有虚假记载误导性陈述或重大遗漏本公司及董事会全体成员保证信息披露的内容真实准确完整没有虚假记载误导性陈述或重大遗漏本公司及董事会全体成员保证信息披露的内容真实准确完整没有虚假记载误导性陈述或重大遗漏本公司及董事会全体成员保证信息披露的内容真实准确完整没有虚假记载误导性陈述或重大遗漏本公司及董事会全体成员保证信息披露的内容真实	[108, 1706, 206, 1735]
filler-paragraph: 息披露的内容真实准确完整没有虚假记载误导性陈述或重大遗漏本公司及董事会全体成员保证信息披露的内容真实准确完整没有虚假记载误导性陈述或重大遗漏本公司及董事会全体成员保证信息披露的内容真实准确完整没有虚假记载误导性陈述或重大遗漏本公司及董事会全体成员保证信息披露的内容真实准确完整没有虚假记载误导性陈述或重大遗漏本公司及董事会全体成员保证信息披露的内容真实准确完整没有虚假	[211, 1598, 309, 1627]
filler-paragraph: 全体成员保证信息披露的内容真实准确完整没有虚假记载误导性陈述或重大遗漏本公司及董事会全体成员保证信息披露的内容真实准确完整没有虚假记载误导性陈述或重大遗漏本公司及董事会全体成员保证信息披露的内容真实准确完整没有虚假记载误导性陈述或重大遗漏本公司及董事会全体成员保证信息披露的内容真实准确完整没有虚假记载误导性陈述或重大遗漏本公司及董事会全体成员保证信息披露的内容真实准确完整没有虚假记载误导性陈	[108, 882, 206, 911]
filler-paragraph: 本公司及董事会全体成员保证信息披露的内容真实准确完整没有虚假记载误导性陈述或重大遗漏本公司及董事会全体成员保证信息披露的内容真实准确完整没有虚假记载误导性陈述或重大遗漏本公司及董事会全体成员保证信息披露的内容真实准确完整没有虚假记载误导性陈述或重大遗漏本公司及董事会全体成员保证信息披露的内容真实准确完整没有虚假记载误导性陈述或重大遗漏本公	[211, 34, 309, 59]
filler-paragraph: 息披露的内容真实准确完整没有虚假记载误导性陈述或重大遗漏本公司及董事会全体成员保证信息披露的内容真实准确完整没有虚假记载误导性陈述或重大遗漏本公司及董事会全体成员保证信息披露的内容真实准确完整没有虚假记载误导性陈述或重大遗漏本公司及董事会全体成员保证信息披露的内容真实准确完整没有虚假记载误导性陈述或重大遗漏本公司及董事会全体成员保证信息披露的内容真实准确完整没有虚假记载误导性陈述或重大遗漏本公司及董事会全体成	[3, 1205, 103, 1235]
filler-paragraph: 全体成员保证信息披露的内容真实准确完整没有虚假记载误导性陈述或重大遗漏本公司及董事会全体成员保证信息披露的内容真实准确完整没有虚假记载误导性陈述或重大遗漏本公司及董事会全体成员保证信息披露的内容真实准确完整没有虚假记载误导性陈述或重大遗漏本公司及董事会全体成员保证信息披露的内容真实准确完整没有虚假记载误导性陈述或重大遗漏本公司及董事会全体成员保证信息披露的内容真实准确完整没有虚假记载误导性陈述或重大遗漏本公司及	[211, 59, 309, 89]
filler-paragraph: 本公司及董事会全体成员保证信息披露的内容真实准确完整没有虚假记载误导性陈述或重大遗漏本公司及董事会全体成员保证信息披露的内容真实准确完整没有虚假记载误导性陈述或重大遗漏本公司及董事会全体成员保证信息披露的内容真实准确完整没有虚假记载误导性陈述或重大遗漏本公司及董事会全体成员保证信息披露的内容真实准确完整没有虚假记载误导性陈述或重大遗漏本公司及董事会全	[314, 2207, 410, 2233]
table-cell	[173, 847, 189, 853]
table-cell: √	[367, 1600, 409, 1606]
notice-company: 北京科技股份有限公司	[434, 1576, 486, 1583]
body-text	[108, 34, 206, 393]
filler-paragraph: 息披露的内容真实准确完整没有虚假记载误导性陈述或重大遗漏本公司及董事会全体成员保证信息披露的内容真实准确完整没有虚假记载误导性陈述或重大遗漏本公司及董事会全体成员保证信息披露的内容真实准确完整没有虚假记载误导性陈述或重大遗漏本公司及董事会全体成员保证信息披露的内容真实准确完整没有虚假记载误导性陈述或重大遗漏本公司及董事会全体成员保证信息披露的内容真实准确完整没有虚假记载误导性陈述或重大遗漏本公司及董事会全体成	[415, 1340, 505, 1374]
filler-paragraph: 息披露的内容真实准确完整没有虚假记载误导性陈述或重大遗漏本公司及董事会全体成员保证信息披露的内容真实准确完整没有虚假记载误导性陈述或重大遗漏本公司及董事会全体成员保证信息披露的内容真实准确完整没有虚假记载误导性陈述或重大遗漏本公司及董事会全体成员保证信息披露的内容真实准确完整没有虚假记载误导性陈述或重大遗漏本公司及董事会全体成	[415, 1166, 505, 1192]
filler-paragraph: 实准确完整没有虚假记载误导性陈述或重大遗漏本公司及董事会全体成员保证信息披露的内容真实准确完整没有虚假记载误导性陈述或重大遗漏本公司及董事会全体成员保证信息披露的内容真实准确完整没有虚假记载误导性陈述或重大遗漏本公司及董事会全体成员保证信息披露的内容真实准确完整没有虚假记载误导性陈述或重大遗漏本公司及董事会全体成员保证信息披露的内容真实准确完整没有虚假记载误导性陈述或重大遗漏本公司及董事会全体成员保	[415, 1192, 505, 1226]
filler-paragraph: 陈述或重大遗漏本公司及董事会全体成员保证信息披露的内容真实准确完整没有虚假记载误导性陈述或重大遗漏本公司及董事会全体成员保证信息披露的内容真实准确完整没有虚假记载误导性陈述或重大遗漏本公司及董事会全体成员保证信息披露的内容真实准确完整没有虚假记载误导性陈述或重大遗漏本公司及董事会全体成员保证信息披露的内容真实准确完整没有虚假记载误导性陈述或重大遗漏本公司及董事	[108, 1735, 206, 1765]
filler-paragraph: 实准确完整没有虚假记载误导性陈述或重大遗漏本公司及董事会全体成员保证信息披露的内容真实准确完整没有虚假记载误导性陈述或重大遗漏本公司及董事会全体成员保证信息披露的内容真实准确完整没有虚假记载误导性陈述或重大遗漏本公司及董事会全体成员保证信息披露的内容真实准确完整没有虚假记载误导性陈述或重大遗漏本公司及董事会全体成员保证信息披露的内容真实准确完整没有虚假记载误导性陈述或重大遗漏本公司及董事会全体成员保证信息披露的内容真实准确完整没有虚假记载误导性陈述或	[108, 1672, 206, 1705]
filler-paragraph: 实准确完整没有虚假记载误导性陈述或重大遗漏本公司及董事会全体成员保证信息披露的内容真实准确完整没有虚假记载误导性陈述或重大遗漏本公司及董事会全体成员保证信息披露的内容真实准确完整没有虚假记载误导性陈述或重大遗漏本公司及董事会全体成员保证信息披露的内容真实准确完整没有虚假记载误导性陈述或重大遗漏本公司及董事会全体成员保证信息披露的内容真实准确完整没有虚假记载误导性陈述或重大遗漏本公司及董事会全体成员保证信息披露的内容	[108, 1854, 206, 1883]
filler-paragraph: 虚假记载误导性陈述或重大遗漏本公司及董事会全体成员保证信息披露的内容真实准确完整没有虚假记载误导性陈述或重大遗漏本公司及董事会全体成员保证信息披露的内容真实准确完整没有虚假记载误导性陈述或重大遗漏本公司及董事会全体成员保证信息披露的内容真实准确完整没有虚假记载误导性陈述或重大遗漏本公司及董事会全体成员保证信息披露的内容真实准确完整没有虚假记载误导性陈述或重大遗漏本公司及董事会全体成员保证信	[3, 892, 103, 922]
filler-paragraph: 实准确完整没有虚假记载误导性陈述或重大遗漏本公司及董事会全体成员保证信息披露的内容真实准确完整没有虚假记载误导性陈述或重大遗漏本公司及董事会全体成员保证信息披露的内容真实准确完整没有虚假记载误导性陈述或重大遗漏本公司及董事会全体成员保证信息披露的内容真实准确完整没有虚假记载误导性陈述或重大遗漏本公司及董事会全体成员保证信息披露的内容真实准确完整没有虚假记载误导性陈述或重大遗漏本公司及董事会全体成员保证信息披露的内容真实准确完整没有虚假记载误导性陈述或重大遗漏	[3, 126, 103, 160]
filler-paragraph: 本公司及董事会全体成员保证信息披露的内容真实准确完整没有虚假记载误导性陈述或重大遗漏本公司及董事会全体成员保证信息披露的内容真实准确完整没有虚假记载误导性陈述或重大遗漏本公司及董事会全体成员保证信息披露的内容真实准确完整没有虚假记载误导性陈述或重大遗漏本公司及董事会全体成员保证信息披露的内容真实准确完整没有虚假记载误导性陈述或重大遗漏本公司及董事会全体成员保证信息披露的内容真实准确完整	[314, 1231, 410, 1260]
filler-paragraph: 虚假记载误导性陈述或重大遗漏本公司及董事会全体成员保证信息披露的内容真实准确完整没有虚假记载误导性陈述或重大遗漏本公司及董事会全体成员保证信息披露的内容真实准确完整没有虚假记载误导性陈述或重大遗漏本公司及董事会全体成员保证信息披露的内容真实准确完整没有虚假记载误导性陈述或重大遗漏本公司及董事会全体成员保证信息披露的内容	[415, 326, 505, 351]
data-table	[108, 396, 206, 493]
filler-paragraph: 全体成员保证信息披露的内容真实准确完整没有虚假记载误导性陈述或重大遗漏本公司及董事会全体成员保证信息披露的内容真实准确完整没有虚假记载误导性陈述或重大遗漏本公司及董事会全体成员保证信息披露的内容真实准确完整没有虚假记载误导性陈述或重大遗漏本公司及董事会全体成员保证信息披露的内容真实准确完整没有虚假记载误导性陈述或重大遗漏本公司及董事会全体成员保证信息披露的内容真实准确完整没有	[211, 1750, 309, 1780]
column-divider	[311, 34, 312, 746]
filler-paragraph: 虚假记载误导性陈述或重大遗漏本公司及董事会全体成员保证信息披露的内容真实准确完整没有虚假记载误导性陈述或重大遗漏本公司及董事会全体成员保证信息披露的内容真实准确完整没有虚假记载误导性陈述或重大遗漏本公司及董事会全体成员保证信息披露的内容真实准确完整没有虚假记载误导性陈述或重大遗漏本公司及董事会全体成员保证信息披露的内容真实准确完整没有虚假记载误导性陈述或重大遗漏本公司及董事	[3, 1390, 103, 1419]
filler-paragraph: 实准确完整没有虚假记载误导性陈述或重大遗漏本公司及董事会全体成员保证信息披露的内容真实准确完整没有虚假记载误导性陈述或重大遗漏本公司及董事会全体成员保证信息披露的内容真实准确完整没有虚假记载误导性陈述或重大遗漏本公司及董事会全体成员保证信息披露的内容真实准确完整没有虚假记载误导性陈述或重大遗漏本公司及董事会全体成员保证信息披露的内容真实准确完整没有虚假记载误导性陈	[3, 1235, 103, 1260]
notice-company: 北京科技股份有限公司	[27, 1264, 79, 1270]
notice-company: 北京科技股份有限公司	[234, 1184, 286, 1191]
filler-paragraph: 息披露的内容真实准确完整没有虚假记载误导性陈述或重大遗漏本公司及董事会全体成员保证信息披露的内容真实准确完整没有虚假记载误导性陈述或重大遗漏本公司及董事会全体成员保证信息披露的内容真实准确完整没有虚假记载误导性陈述或重大遗漏本公司及董事会全体成员保证信息披露的内容真实准确完整没有虚假记载误导性陈述或重大遗漏本公司及董事会全体成员保证信息披露的内容真实准确完整没有虚假记载误导性陈述或重大遗漏本公司及董事会全体成员保	[314, 449, 410, 478]
filler-paragraph: 陈述或重大遗漏本公司及董事会全体成员保证信息披露的内容真实准确完整没有虚假记载误导性陈述或重大遗漏本公司及董事会全体成员保证信息披露的内容真实准确完整没有虚假记载误导性陈述或重大遗漏本公司及董事会全体成员保证信息披露的内容真实准确完整没有虚假记载误导性陈述或重大遗漏本公司及董事会全体成员保证信息披露的内容真实	[415, 1255, 505, 1281]
table-cell: √	[367, 1630, 409, 1636]
table-cell: √	[367, 1654, 409, 1660]
table-row	[109, 847, 206, 853]
filler-paragraph: 实准确完整没有虚假记载误导性陈述或重大遗漏本公司及董事会全体成员保证信息披露的内容真实准确完整没有虚假记载误导性陈述或重大遗漏本公司及董事会全体成员保证信息披露的内容真实准确完整没有虚假记载误导性陈述或重大遗漏本公司及董事会全体成员保证信息披露的内容真实准确完整没有虚假记载误导性陈述或重大遗漏本公司及董事会全体成员保证信息披露的内容真实准确完整没有虚假记载误导性陈述或重大遗漏本公司及董事会全体成员保证信	[314, 305, 410, 334]
filler-paragraph: 全体成员保证信息披露的内容真实准确完整没有虚假记载误导性陈述或重大遗漏本公司及董事会全体成员保证信息披露的内容真实准确完整没有虚假记载误导性陈述或重大遗漏本公司及董事会全体成员保证信息披露的内容真实准确完整没有虚假记载误导性陈述或重大遗漏本公司及董事会全体成员保证信息披露的内容真实准确完整没有虚假记载误导性陈述或重大遗漏本公司及董事会全体成	[211, 423, 309, 449]
filler-paragraph: 实准确完整没有虚假记载误导性陈述或重大遗漏本公司及董事会全体成员保证信息披露的内容真实准确完整没有虚假记载误导性陈述或重大遗漏本公司及董事会全体成员保证信息披露的内容真实准确完整没有虚假记载误导性陈述或重大遗漏本公司及董事会全体成员保证信息披露的内容真实准确完整没有虚假记载误导性陈述或重大遗漏本公司及董事会全体成员保证信息披露的内容真实准确完整没有虚假记载误导性陈述或重大遗漏本公司及董事会全体成员保	[415, 659, 505, 693]
filler-paragraph: 息披露的内容真实准确完整没有虚假记载误导性陈述或重大遗漏本公司及董事会全体成员保证信息披露的内容真实准确完整没有虚假记载误导性陈述或重大遗漏本公司及董事会全体成员保证信息披露的内容真实准确完整没有虚假记载误导性陈述或重大遗漏本公司及董事会全体成员保证信息披露的内容真实准确完整没有虚假记载误导性陈述或重大遗漏本公司及董事会全体成员保证信息披露的内容	[3, 1335, 103, 1360]
filler-paragraph: 本公司及董事会全体成员保证信息披露的内容真实准确完整没有虚假记载误导性陈述或重大遗漏本公司及董事会全体成员保证信息披露的内容真实准确完整没有虚假记载误导性陈述或重大遗漏本公司及董事会全体成员保证信息披露的内容真实准确完整没有虚假记载误导性陈述或重大遗漏本公司及董事会全体成员保证信息披露的内容真实准确完整没有虚假记载误导性陈述或重大遗漏本公司及董事会全	[211, 571, 309, 597]
filler-paragraph: 息披露的内容真实准确完整没有虚假记载误导性陈述或重大遗漏本公司及董事会全体成员保证信息披露的内容真实准确完整没有虚假记载误导性陈述或重大遗漏本公司及董事会全体成员保证信息披露的内容真实准确完整没有虚假记载误导性陈述或重大遗漏本公司及董事会全体成员保证信息披露的内容真实准确完整没有虚假记载误导性陈述或重大遗漏本公司及董事会全体成员保证信息披露的内容真实准确完整没有虚假记载误导性陈述或重大遗漏本公司及董事会全体成员保证信息披露的	[211, 991, 309, 1024]
filler-paragraph: 全体成员保证信息披露的内容真实准确完整没有虚假记载误导性陈述或重大遗漏本公司及董事会全体成员保证信息披露的内容真实准确完整没有虚假记载误导性陈述或重大遗漏本公司及董事会全体成员保证信息披露的内容真实准确完整没有虚假记载误导性陈述或重大遗漏本公司及董事会全体成员保证信息披露的内容真实准确完整没有虚假记载误导性陈述或重大遗漏本公司及董事会全体成员保证信息披露的	[3, 1475, 103, 1500]
filler-paragraph: 息披露的内容真实准确完整没有虚假记载误导性陈述或重大遗漏本公司及董事会全体成员保证信息披露的内容真实准确完整没有虚假记载误导性陈述或重大遗漏本公司及董事会全体成员保证信息披露的内容真实准确完整没有虚假记载误导性陈述或重大遗漏本公司及董事会全体成员保证信息披露的内容真实准确完整没有虚假记载误导性陈述或重大遗漏本公司及董事会全体成员保证信息披露的内容真实准确完整没有虚假记载误导性陈述或重大遗漏本公司及董事会全体成员保证信息披露的内容真实	[3, 461, 103, 494]
column-5	[415, 34, 505, 1821]
filler-paragraph: 陈述或重大遗漏本公司及董事会全体成员保证信息披露的内容真实准确完整没有虚假记载误导性陈述或重大遗漏本公司及董事会全体成员保证信息披露的内容真实准确完整没有虚假记载误导性陈述或重大遗漏本公司及董事会全体成员保证信息披露的内容真实准确完整没有虚假记载误导性陈述或重大遗漏本公司及董事会全体成员保证信息披露的内容真实准确完整没有虚假记载误导性陈述或重大遗漏	[314, 1818, 410, 1843]
filler-paragraph: 虚假记载误导性陈述或重大遗漏本公司及董事会全体成员保证信息披露的内容真实准确完整没有虚假记载误导性陈述或重大遗漏本公司及董事会全体成员保证信息披露的内容真实准确完整没有虚假记载误导性陈述或重大遗漏本公司及董事会全体成员保证信息披露的内容真实准确完整没有虚假记载误导性陈述或重大遗漏本公司及董事会全体成员保证信息披露的内容真实准确完整没有虚假记载误导性陈述或重大遗漏本公司及董事会全体成员保证信息披	[211, 152, 309, 182]
